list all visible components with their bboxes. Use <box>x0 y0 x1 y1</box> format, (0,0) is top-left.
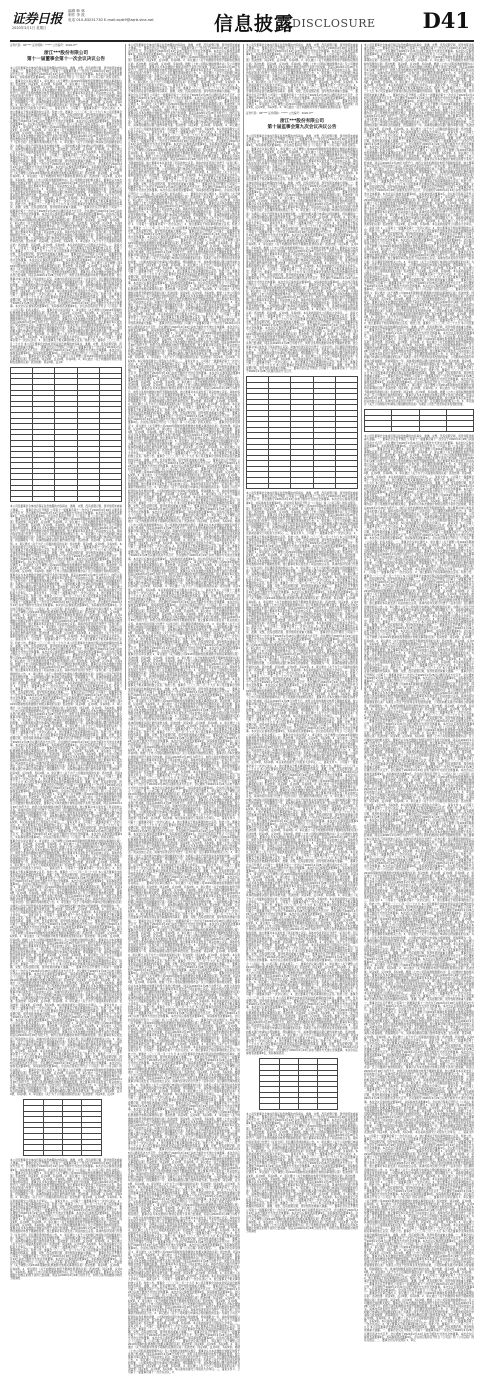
table-cell <box>24 1150 43 1156</box>
newspaper-logo: 证券日报 <box>12 12 63 27</box>
page-number: D41 <box>422 8 470 33</box>
body-text: 本公司及董事会全体成员保证信息披露的内容真实、准确、完整，没有虚假记载、误导性陈述或重大遗漏。一、董事会会议召开情况 公司第十一届董事会第十一次会议于2020年2月28日以通讯表决方式召开，会议通知于2020年2月24日以电子邮件方式送达全体董事。本次会议应参加表决董事9名，实际参加表决董事9名。会议的召集和召开符合《公司法》和《公司章程》的有关规定。二、董事会会议审议情况 1、审议通过《关于调整公司2019年限制性股票激励计划相关事项的议案》表决结果：同意9票，反对0票，弃权0票。2、审议通过《关于向激励对象授予限制性股票的议案》表决结果：同意9票，反对0票，弃权0票。根据《上市公司股权激励管理办法》及公司激励计划的相关规定，董事会认为本次激励计划规定的授予条件已经成就，同意以2020年2月28日为授予日，向符合条件的激励对象授予限制性股票。独立董事对本议案发表了同意的独立意见。具体内容详见同日刊登于《证券日报》及巨潮资讯网的相关公告。3、审议通过《关于公司向银行申请综合授信额度的议案》为满足公司生产经营和业务发展的需要，公司拟向相关银行申请综合授信额度，授信期限为一年，具体授信额度以银行最终审批为准。表决结果：同意9票，反对0票，弃权0票。4、审议通过《关于为子公司提供担保的议案》表决结果：同意9票，反对0票，弃权0票。本议案尚需提交公司股东大会审议。三、备查文件 1、公司第十一届董事会第十一次会议决议；2、独立董事关于相关事项的独立意见。特此公告。董事会 二〇二〇年二月二十九日 本公司及董事会全体成员保证信息披露的内容真实、准确、完整，没有虚假记载、误导性陈述或重大遗漏。一、董事会会议召开情况 公司第十一届董事会第十一次会议于2020年2月28日以通讯表决方式召开，会议通知于2020年2月24日以电子邮件方式送达全体董事。本次会议应参加表决董事9名，实际参加表决董事9名。会议的召集和召开符合《公司法》和《公司章程》的有关规定。二、董事会会议审议情况 1、审议通过《关于调整公司2019年限制性股票激励计划相关事项的议案》表决结果：同意9票，反对0票，弃权0票。2、审议通过《关于向激励对象授予限制性股票的议案》表决结果：同意9票，反对0票，弃权0票。根据《上市公司股权激励管理办法》及公司激励计划的相关规定，董事会认为本次激励计划规定的授予条件已经成就，同意以2020年2月28日为授予日，向符合条件的激励对象授予限制性股票。独立董事对本议案发表了同意的独立意见。具体内容详见同日刊登于《证券日报》及巨潮资讯网的相关公告。3、审议通过《关于公司向银行申请综合授信额度的议案》为满足公司生产经营和业务发展的需要，公司拟向相关银行申请综合授信额度，授信期限为一年，具体授信额度以银行最终审批为准。表决结果：同意9票，反对0票，弃权0票。4、审议通过《关于为子公司提供担保的议案》表决结果：同意9票，反对0票，弃权0票。本议案尚需提交公司股东大会审议。三、备查文件 1、公司第十一届董事会第十一次会议决议；2、独立董事关于相关事项的独立意见。特此公告。董事会 二〇二〇年二月二十九日 本公司及董事会全体成员保证信息披露的内容真实、准确、完整，没有虚假记载、误导性陈述或重大遗漏。一、董事会会议召开情况 公司第十一届董事会第十一次会议于2020年2月28日以通讯表决方式召开，会议通知于2020年2月24日以电子邮件方式送达全体董事。本次会议应参加表决董事9名，实际参加表决董事9名。会议的召集和召开符合《公司法》和《公司章程》的有关规定。二、董事会会议审议情况 1、审议通过《关于调整公司2019年限制性股票激励计划相关事项的议案》表决结果：同意9票，反对0票，弃权0票。2、审议通过《关于向激励对象授予限制性股票的议案》表决结果：同意9票，反对0票，弃权0票。根据《上市公司股权激励管理办法》及公司激励计划的相关规定，董事会认为本次激励计划规定的授予条件已经成就，同意以2020年2月28日为授予日，向符合条件的激励对象授予限制性股票。独立董事对本议案发表了同意的独立意见。具体内容详见同日刊登于《证券日报》及巨潮资讯网的相关公告。3、审议通过《关于公司向银行申请综合授信额度的议案》为满足公司生产经营和业务发展的需要，公司拟向相关银行申请综合授信额度，授信期限为一年，具体授信额度以银行最终审批为准。表决结果：同意9票，反对0票，弃权0票。4、审议通过《关于为子公司提供担保的议案》表决结果：同意9票，反对0票，弃权0票。本议案尚需提交公司股东大会审议。三、备查文件 1、公司第十一届董事会第十一次会议决议；2、独立董事关于相关事项的独立意见。特此公告。董事会 二〇二〇年二月二十九日 本公司及董事会全体成员保证信息披露的内容真实、准确、完整，没有虚假记载、误导性陈述或重大遗漏。一、董事会会议召开情况 公司第十一届董事会第十一次会议于2020年2月28日以通讯表决方式召开，会议通知于2020年2月24日以电子邮件方式送达全体董事。本次会议应参加表决董事9名，实际参加表决董事9名。会议的召集和召开符合《公司法》和《公司章程》的有关规定。二、董事会会议审议情况 1、审议通过《关于调整公司2019年限制性股票激励计划相关事项的议案》表决结果：同意9票，反对0票，弃权0票。2、审议通过《关于向激励对象授予限制性股票的议案》表决结果：同意9票，反对0票，弃权0票。根据《上市公司股权激励管理办法》及公司激励计划的相关规定，董事会认为本次激励计划规定的授予条件已经成就，同意以2020年2月28日为授予日，向符合条件的激励对象授予限制性股票。独立董事对本议案发表了同意的独立意见。具体内容详见同日刊登于《证券日报》及巨潮资讯网的相关公告。3、审议通过《关于公司向银行申请综合授信额度的议案》为满足公司生产经营和业务发展的需要，公司拟向相关银行申请综合授信额度，授信期限为一年，具体授信额度以银行最终审批为准。表决结果：同意9票，反对0票，弃权0票。4、审议通过《关于为子公司提供担保的议案》表决结果：同意9票，反对0票，弃权0票。本议案尚需提交公司股东大会审议。三、备查文件 1、公司第十一届董事会第十一次会议决议；2、独立董事关于相关事项的独立意见。特此公告。董事会 二〇二〇年二月二十九日 本公司及董事会全体成员保证信息披露的内容真实、准确、完整，没有虚假记载、误导性陈述或重大遗漏。一、董事会会议召开情况 公司第十一届董事会第十一次会议于2020年2月28日以通讯表决方式召开，会议通知于2020年2月24日以电子邮件方式送达全体董事。本次会议应参加表决董事9名，实际参加表决董事9名。会议的召集和召开符合《公司法》和《公司章程》的有关规定。二、董事会会议审议情况 1、审议通过《关于调整公司2019年限制性股票激励计划相关事项的议案》表决结果：同意9票，反对0票，弃权0票。2、审议通过《关于向激励对象授予限制性股票的议案》表决结果：同意9票，反对0票，弃权0票。根据《上市公司股权激励管理办法》及公司激励计划的相关规定，董事会认为本次激励计划规定的授予条件已经成就，同意以2020年2月28日为授予日，向符合条件的激励对象授予限制性股票。独立董事对本议案发表了同意的独立意见。具体内容详见同日刊登于《证券日报》及巨潮资讯网的相关公告。3、审议通过《关于公司向银行申请综合授信额度的议案》为满足公司生产经营和业务发展的需要，公司拟向相关银行申请综合授信额度，授信期限为一年，具体授信额度以银行最终审批为准。表决结果：同意9票，反对0票，弃权0票。4、审议通过《关于为子公司提供担保的议案》表决结果：同意9票，反对0票，弃权0票。本议案尚需提交公司股东大会审议。三、备查文件 1、公司第十一届董事会第十一次会议决议；2、独立董事关于相关事项的独立意见。特此公告。董事会 二〇二〇年二月二十九日 本公司及董事会全体成员保证信息披露的内容真实、准确、完整，没有虚假记载、误导性陈述或重大遗漏。一、董事会会议召开情况 公司第十一届董事会第十一次会议于2020年2月28日以通讯表决方式召开，会议通知于2020年2月24日以电子邮件方式送达全体董事。本次会议应参加表决董事9名，实际参加表决董事9名。会议的召集和召开符合《公司法》和《公司章程》的有关规定。二、董事会会议审议情况 1、审议通过《关于调整公司2019年限制性股票激励计划相关事项的议案》表决结果：同意9票，反对0票，弃权0票。2、审议通过《关于向激励对象授予限制性股票的议案》表决结果：同意9票，反对0票，弃权0票。根据《上市公司股权激励管理办法》及公司激励计划的相关规定，董事会认为本次激励计划规定的授予条件已经成就，同意以2020年2月28日为授予日，向符合条件的激励对象授予限制性股票。独立董事对本议案发表了同意的独立意见。具体内容详见同日刊登于《证券日报》及巨潮资讯网的相关公告。3、审议通过《关于公司向银行申请综合授信额度的议案》为满足公司生产经营和业务发展的需要，公司拟向相关银行申请综合授信额度，授信期限为一年，具体授信额度以银行最终审批为准。表决结果：同意9票，反对0票，弃权0票。4、审议通过《关于为子公司提供担保的议案》表决结果：同意9票，反对0票，弃权0票。本议案尚需提交公司股东大会审议。三、备查文件 1、公司第十一届董事会第十一次会议决议；2、独立董事关于相关事项的独立意见。特此公告。董事会 二〇二〇年二月二十九日 本公司及董事会全体成员保证信息披露的内容真实、准确、完整，没有虚假记载、误导性陈述或重大遗漏。一、董事会会议召开情况 公司第十一届董事会第十一次会议于2020年2月28日以通讯表决方式召开，会议通知于2020年2月24日以电子邮件方式送达全体董事。本次会议应参加表决董事9名，实际参加表决董事9名。会议的召集和召开符合《公司法》和《公司章程》的有关规定。二、董事会会议审议情况 1、审议通过《关于调整公司2019年限制性股票激励计划相关事项的议案》表决结果：同意9票，反对0票，弃权0票。2、审议通过《关于向激励对象授予限制性股票的议案》表决结果：同意9票，反对0票，弃权0票。根据《上市公司股权激励管理办法》及公司激励计划的相关规定，董事会认为本次激励计划规定的授予条件已经成就，同意以2020年2月28日为授予日，向符合条件的激励对象授予限制性股票。独立董事对本议案发表了同意的独立意见。具体内容详见同日刊登于《证券日报》及巨潮资讯网的相关公告。3、审议通过《关于公司向银行申请综合授信额度的议案》为满足公司生产经营和业务发展的需要，公司拟向相关银行申请综合授信额度，授信期限为一年，具体授信额度以银行最终审批为准。表决结果：同意9票，反对0票，弃权0票。4、审议通过《关于为子公司提供担保的议案》表决结果：同意9票，反对0票，弃权0票。本议案尚需提交公司股东大会审议。三、备查文件 1、公司第十一届董事会第十一次会议决议；2、独立董事关于相关事项的独立意见。特此公告。董事会 二〇二〇年二月二十九日 本公司及董事会全体成员保证信息披露的内容真实、准确、完整，没有虚假记载、误导性陈述或重大遗漏。一、董事会会议召开情况 公司第十一届董事会第十一次会议于2020年2月28日以通讯表决方式召开，会议通知于2020年2月24日以电子邮件方式送达全体董事。本次会议应参加表决董事9名，实际参加表决董事9名。会议的召集和召开符合《公司法》和《公司章程》的有关规定。二、董事会会议审议情况 1、审议通过《关于调整公司2019年限制性股票激励计划相关事项的议案》表决结果：同意9票，反对0票，弃权0票。2、审议通过《关于向激励对象授予限制性股票的议案》表决结果：同意9票，反对0票，弃权0票。根据《上市公司股权激励管理办法》及公司激励计划的相关规定，董事会认为本次激励计划规定的授予条件已经成就，同意以2020年2月28日为授予日，向符合条件的激励对象授予限制性股票。独立董事对本议案发表了同意的独立意见。具体内容详见同日刊登于《证券日报》及巨潮资讯网的相关公告。3、审议通过《关于公司向银行申请综合授信额度的议案》为满足公司生产经营和业务发展的需要，公司拟向相关银行申请综合授信额度，授信期限为一年，具体授信额度以银行最终审批为准。表决结果：同意9票，反对0票，弃权0票。4、审议通过《关于为子公司提供担保的议案》表决结果：同意9票，反对0票，弃权0票。本议案尚需提交公司股东大会审议。三、备查文件 1、公司第十一届董事会第十一次会议决议；2、独立董事关于相关事项的独立意见。特此公告。董事会 二〇二〇年二月二十九日 本公司及董事会全体成员保证信息披露的内容真实、准确、完整，没有虚假记载、误导性陈述或重大遗漏。一、董事会会议召开情况 公司第十一届董事会第十一次会议于2020年2月28日以通讯表决方式召开，会议通知于2020年2月24日以电子邮件方式送达全体董事。本次会议应参加表决董事9名，实际参加表决董事9名。会议的召集和召开符合《公司法》和《公司章程》的有关规定。二、董事会会议审议情况 1、审议通过《关于调整公司2019年限制性股票激励计划相关事项的议案》表决结果：同意9票，反对0票，弃权0票。2、审议通过《关于向激励对象授予限制性股票的议案》表决结果：同意9票，反对0票，弃权0票。根据《上市公司股权激励管理办法》及公司激励计划的相关规定，董事会认为本次激励计划规定的授予条件已经成就，同意以2020年2月28日为授予日，向符合条件的激励对象授予限制性股票。独立董事对本议案发表了同意的独立意见。具体内容详见同日刊登于《证券日报》及巨潮资讯网的相关公告。3、审议通过《关于公司向银行申请综合授信额度的议案》为满足公司生产经营和业务发展的需要，公司拟向相关银行申请综合授信额度，授信期限为一年，具体授信额度以银行最终审批为准。表决结果：同意9票，反对0票，弃权0票。4、审议通过《关于为子公司提供担保的议案》表决结果：同意9票，反对0票，弃权0票。本议案尚需提交公司股东大会审议。三、备查文件 1、公司第十一届董事会第十一次会议决议；2、独立董事关于相关事项的独立意见。特此公告。董事会 二〇二〇年二月二十九日 本公司及董事会全体成员保证信息披露的内容真实、准确、完整，没有虚假记载、误导性陈述或重大遗漏。一、董事会会议召开情况 公司第十一届董事会第十一次会议于2020年2月28日以通讯表决方式召开，会议通知于2020年2月24日以电子邮件方式送达全体董事。本次会议应参加表决董事9名，实际参加表决董事9名。会议的召集和召开符合《公司法》和《公司章程》的有关规定。二、董事会会议审议情况 1、审议通过《关于调整公司2019年限制性股票激励计划相关事项的议案》表决结果：同意9票，反对0票，弃权0票。2、审议通过《关于向激励对象授予限制性股票的议案》表决结果：同意9票，反对0票，弃权0票。根据《上市公司股权激励管理办法》及公司激励计划的相关规定，董事会认为本次激励计划规定的授予条件已经成就，同意以2020年2月28日为授予日，向符合条件的激励对象授予限制性股票。独立董事对本议案发表了同意的独立意见。具体内容详见同日刊登于《证券日报》及巨潮资讯网的相关公告。3、审议通过《关于公司向银行申请综合授信额度的议案》为满足公司生产经营和业务发展的需要，公司拟向相关银行申请综合授信额度，授信期限为一年，具体授信额度以银行最终审批为准。表决结果：同意9票，反对0票，弃权0票。4、审议通过《关于为子公司提供担保的议案》表决结果：同意9票，反对0票，弃权0票。本议案尚需提交公司股东大会审议。三、备查文件 1、公司第十一届董事会第十一次会议决议；2、独立董事关于相关事项的独立意见。特此公告。董事会 二〇二〇年二月二十九日 本公司及董事会全体成员保证信息披露的内容真实、准确、完整，没有虚假记载、误导性陈述或重大遗漏。一、董事会会议召开情况 公司第十一届董事会第十一次会议于2020年2月28日以通讯表决方式召开，会议通知于2020年2月24日以电子邮件方式送达全体董事。本次会议应参加表决董事9名，实际参加表决董事9名。会议的召集和召开符合《公司法》和《公司章程》的有关规定。二、董事会会议审议情况 1、审议通过《关于调整公司2019年限制性股票激励计划相关事项的议案》表决结果：同意9票，反对0票，弃权0票。2、审议通过《关于向激励对象授予限制性股票的议案》表决结果：同意9票，反对0票，弃权0票。根据《上市公司股权激励管理办法》及公司激励计划的相关规定，董事会认为本次激励计划规定的授予条件已经成就，同意以2020年2月28日为授予日，向符合条件的激励对象授予限制性股票。独立董事对本议案发表了同意的独立意见。具体内容详见同日刊登于《证券日报》及巨潮资讯网的相关公告。3、审议通过《关于公司向银行申请综合授信额度的议案》为满足公司生产经营和业务发展的需要，公司拟向相关银行申请综合授信额度，授信期限为一年，具体授信额度以银行最终审批为准。表决结果：同意9票，反对0票，弃权0票。4、审议通过《关于为子公司提供担保的议案》表决结果：同意9票，反对0票，弃权0票。本议案尚需提交公司股东大会审议。三、备查文件 1、公司第十一届董事会第十一次会议决议；2、独立董事关于相关事项的独立意见。特此公告。董事会 二〇二〇年二月二十九日 本公司及董事会全体成员保证信息披露的内容真实、准确、完整，没有虚假记载、误导性陈述或重大遗漏。一、董事会会议召开情况 公司第十一届董事会第十一次会议于2020年2月28日以通讯表决方式召开，会议通知于2020年2月24日以电子邮件方式送达全体董事。本次会议应参加表决董事9名，实际参加表决董事9名。会议的召集和召开符合《公司法》和《公司章程》的有关规定。二、董事会会议审议情况 1、审议通过《关于调整公司2019年限制性股票激励计划相关事项的议案》表决结果：同意9票，反对0票，弃权0票。2、审议通过《关于向激励对象授予限制性股票的议案》表决结果：同意9票，反对0票，弃权0票。根据《上市公司股权激励管理办法》及公司激励计划的相关规定，董事会认为本次激励计划规定的授予条件已经成就，同意以2020年2月28日为授予日，向符合条件的激励对象授予限制性股票。独立董事对本议案发表了同意的独立意见。具体内容详见同日刊登于《证券日报》及巨潮资讯网的相关公告。3、审议通过《关于公司向银行申请综合授信额度的议案》为满足公司生产经营和业务发展的需要，公司拟向相关银行申请综合授信额度，授信期限为一年，具体授信额度以银行最终审批为准。表决结果：同意9票，反对0票，弃权0票。4、审议通过《关于为子公司提供担保的议案》表决结果：同意9票，反对0票，弃权0票。本议案尚需提交公司股东大会审议。三、备查文件 1、公司第十一届董事会第十一次会议决议；2、独立董事关于相关事项的独立意见。特此公告。董事会 二〇二〇年二月二十九日 本公司及董事会全体成员保证信息披露的内容真实、准确、完整，没有虚假记载、误导性陈述或重大遗漏。一、董事会会议召开情况 公司第十一届董事会第十一次会议于2020年2月28日以通讯表决方式召开，会议通知于2020年2月24日以电子邮件方式送达全体董事。本次会议应参加表决董事9名，实际参加表决 <box>246 492 359 1056</box>
table-cell <box>299 1104 318 1110</box>
notice-company: 浙江***股份有限公司 <box>44 51 88 57</box>
table-cell <box>269 483 291 489</box>
table-cell <box>279 1104 298 1110</box>
table-cell <box>446 426 473 432</box>
issue-date: 2020年3月1日 星期日 <box>12 26 47 30</box>
editor-info: 编辑 韩 林 制作 李 波 电话 010-83251730 E-mail:zqrb9@zqrb.sina.net <box>68 9 154 22</box>
table-cell <box>55 496 77 502</box>
column-3 <box>246 44 359 1234</box>
body-text: 本公司及董事会全体成员保证信息披露的内容真实、准确、完整，没有虚假记载、误导性陈述或重大遗漏。一、董事会会议召开情况 公司第十一届董事会第十一次会议于2020年2月28日以通讯表决方式召开，会议通知于2020年2月24日以电子邮件方式送达全体董事。本次会议应参加表决董事9名，实际参加表决董事9名。会议的召集和召开符合《公司法》和《公司章程》的有关规定。二、董事会会议审议情况 1、审议通过《关于调整公司2019年限制性股票激励计划相关事项的议案》表决结果：同意9票，反对0票，弃权0票。2、审议通过《关于向激励对象授予限制性股票的议案》表决结果：同意9票，反对0票，弃权0票。根据《上市公司股权激励管理办法》及公司激励计划的相关规定，董事会认为本次激励计划规定的授予条件已经成就，同意以2020年2月28日为授予日，向符合条件的激励对象授予限制性股票。独立董事对本议案发表了同意的独立意见。具体内容详见同日刊登于《证券日报》及巨潮资讯网的相关公告。3、审议通过《关于公司向银行申请综合授信额度的议案》为满足公司生产经营和业务发展的需要，公司拟向相关银行申请综合授信额度，授信期限为一年，具体授信额度以银行最终审批为准。表决结果：同意9票，反对0票，弃权0票。4、审议通过《关于为子公司提供担保的议案》表决结果：同意9票，反对0票，弃权0票。本议案尚需提交公司股东大会审议。三、备查文件 1、公司第十一届董事会第十一次会议决议；2、独立董事关于相关事项的独立意见。特此公告。董事会 二〇二〇年二月二十九日 本公司及董事会全体成员保证信息披露的内容真实、准确、完整，没有虚假记载、误导性陈述或重大遗漏。一、董事会会议召开情况 公司第十一届董事会第十一次会议于2020年2月28日以通讯表决方式召开，会议通知于2020年2月24日以电子邮件方式送达全体董事。本次会议应参加表决董事9名，实际参加表决董事9名。会议的召集和召开符合《公司法》和《公司章程》的有关规定。二、董事会会议审议情况 1、审议通过《关于调整公司2019年限制性股票激励计划相关事项的议案》表决结果：同意9票，反对0票，弃权0票。2、审议通过《关于向激励对象授予限制性股票的议案》表决结果：同意9票，反对0票，弃权0票。根据《上市公司股权激励管理办法》及公司激励计划的相关规定，董事会认为本次激励计划规定的授予条件已经成就，同意以2020年2月28日为授予日，向符合条件的激励对象授予限制性股票。独立董事对本议案发表了同意的独立意见。具体内容详见同日刊登于《证券日报》及巨潮资讯网的相关公告。3、审议通过《关于公司向银行申请综合授信额度的议案》为满足公司生产经营和业务发展的需要，公司拟向相关银行申请综合授信额度，授信期限为一年，具体授信额度以银行最终审批为准。表决结果：同意9票，反对0票，弃权0票。4、审议通过《关于为子公司提供担保的议案》表决结果：同意9票，反对0票，弃权0票。本议案尚需提交公司股东大会审议。三、备查文件 1、公司第十一届董事会第十一次会议决议；2、独立董事关于相关事项的独立意见。特此公告。董事会 二〇二〇年二月二十九日 本公司及董事会全体成员保证信息披露的内容真实、准确、完整，没有虚假记载、误导性陈述或重大遗漏。一、董事会会议召开情况 公司第十一届董事会第十一次会议于2020年2月28日以通讯表决方式召开，会议通知于2020年2月24日以电子邮件方式送达全体董事。本次会议应参加表决董事9名，实际参加表决董事9名。会议的召集和召开符合《公司法》和《公司章程》的有关规定。二、董事会会议审议情况 1、审议通过《关于调整公司2019年限制性股票激励计划相关事项的议案》表决结果：同意9票，反对0票，弃权0票。2、审议通过《关于向激励对象授予限制性股票的议案》表决结果：同意9票，反对0票，弃权0票。根据《上市公司股权激励管理办法》及公司激励计划的相关规定，董事会认为本次激励计划规定的授予条件已经成就，同意以2020年2月28日为授予日，向符合条件的激励对象授予限制性股票。独立董事对本议案发表了同意的独立意见。具体内容详见同日刊登于《证券日报》及巨潮资讯网的相关公告。3、审议通过《关于公司向银行申请综合授信额度的议案》为满足公司生产经营和业务发展的需要，公司拟向相关银行申请综合授信额度，授信期限为一年，具体授信额度以银行最终审批为准。表决结果：同意9票，反对0票，弃权0票。4、审议通过《关于为子公司提供担保的议案》表决结果：同意9票，反对0票，弃权0票。本议案尚需提交公司股东大会审议。三、备查文件 1、公司第十一届董事会第十一次会议决议；2、独立董事关于相关事项的独立意见。特此公告。董事会 二〇二〇年二月二十九日 本公司及董事会全体成员保证信息披露的内容真实、准确、完整，没有虚假记载、误导性陈述或重大遗漏。一、董事会会议召开情况 公司第十一届董事会第十一次会议于2020年2月28日以通讯表决方式召开，会议通知于2020年2月24日以电子邮件方式送达全体董事。本次会议应参加表决董事9名，实际参加表决董事9名。会议的召集和召开符合《公司法》和《公司章程》的有关规定。二、董事会会议审议情况 1、审议通过《关于调整公司2019年限制性股票激励计划相关事项的议案》表决结果：同意9票，反对0票，弃权0票。2、审议通过《关于向激励对象授予限制性股票的议案》表决结果：同意9票，反对0票，弃权0票。根据《上市公司股权激励管理办法》及公司激励计划的相关规定，董事会认为本次激励计划规定的授予条件已经成就，同意以2020年2月28日为授予日，向符合条件的激励对象授予限制性股票。独立董事对本议案发表了同意的独立意见。具体内容详见同日刊登于《证券日报》及巨潮资讯网的相关公告。3、审议通过《关于公司向银行申请综合授信额度的议案》为满足公司生产经营和业务发展的需要，公司拟向相关银行申请综合授信额度，授信期限为一年，具体授信额度以银行最终审批为准。表决结果：同意9票，反对0票，弃权0票。4、审议通过《关于为子公司提供担保的议案》表决结果：同意9票，反对0票，弃权0票。本议案尚需提交公司股东大会审议。三、备查文件 1、公司第十一届董事会第十一次会议决议；2、独立董事关于相关事项的独立意见。特此公告。董事会 二〇二〇年二月二十九日 本公司及董事会全体成员保证信息披露的内容真实、准确、完整，没有虚假记载、误导性陈述或重大遗漏。一、董事会会议召开情况 公司第十一届董事会第十一次会议于2020年2月28日以通讯表决方式召开，会议通知于2020年2月24日以电子邮件方式送达全体董事。本次会议应参加表决董事9名，实际参加表决董事9名。会议的召集和召开符合《公司法》和《公司章程》的有关规定。二、董事会会议审议情况 1、审议通过《关于调整公司2019年限制性股票激励计划相关事项的议案》表决结果：同意9票，反对0票，弃权0票。2、审议通过《关于向激励对象授予限制性股票的议案》表决结果：同意9票，反对0票，弃权0票。根据《上市公司股权激励管理办法》及公司激励计划的相关规定，董事会认为本次激励计划规定的授予条件已经成就，同意以2020年2月28日为授予日，向符合条件的激励对象授予限制性股票。独立董事对本议案发表了同意的独立意见。具体内容详见同日刊登于《证券日报》及巨潮资讯网的相关公告。3、审议通过《关于公司向银行申请综合授信额度的议案》为满足公司生产经营和业务发展的需要，公司拟向相关银行申请综合授信额度，授信期限为一年，具体授信额度以银行最终审批为准。表决结果：同意9票，反对0票，弃权0票。4、审议通过《关于为子公司提供担保的议案》表决结果：同意9票，反对0票，弃权0票。本议案尚需提交公司股东大会审议。三、备查文件 1、公司第十一届董事会第十一次会议决议；2、独立董事关于相关事项的独立意见。特此公告。董事会 二〇二〇年二月二十九日 本公司及董事会全体成员保证信息披露的内容真实、准确、完整，没有虚假记载、误导性陈述或重大遗漏。一、董事会会议召开情况 公司第十一届董事会第十一次会议于2020年2月28日以通讯表决方式召开， <box>246 135 358 374</box>
notice-company: 浙江***股份有限公司 <box>280 119 324 125</box>
table-cell <box>318 1104 337 1110</box>
table-cell <box>247 483 269 489</box>
notice-title-block <box>10 51 122 63</box>
table-cell <box>77 496 99 502</box>
columns <box>10 44 474 1374</box>
table-cell <box>313 483 335 489</box>
body-text: 本公司及董事会全体成员保证信息披露的内容真实、准确、完整，没有虚假记载、误导性陈述或重大遗漏。一、董事会会议召开情况 公司第十一届董事会第十一次会议于2020年2月28日以通讯表决方式召开，会议通知于2020年2月24日以电子邮件方式送达全体董事。本次会议应参加表决董事9名，实际参加表决董事9名。会议的召集和召开符合《公司法》和《公司章程》的有关规定。二、董事会会议审议情况 1、审议通过《关于调整公司2019年限制性股票激励计划相关事项的议案》表决结果：同意9票，反对0票，弃权0票。2、审议通过《关于向激励对象授予限制性股票的议案》表决结果：同意9票，反对0票，弃权0票。根据《上市公司股权激励管理办法》及公司激励计划的相关规定，董事会认为本次激励计划规定的授予条件已经成就，同意以2020年2月28日为授予日，向符合条件的激励对象授予限制性股票。独立董事对本议案发表了同意的独立意见。具体内容详见同日刊登于《证券日报》及巨潮资讯网的相关公告。3、审议通过《关于公司向银行申请综合授信额度的议案》为满足公司生产经营和业务发展的需要，公司拟向相关银行申请综合授信额度，授信期限为一年，具体授信额度以银行最终审批为准。表决结果：同意9票，反对0票，弃权0票。4、审议通过《关于为子公司提供担保的议案》表决结果：同意9票，反对0票，弃权0票。本议案尚需提交公司股东大会审议。三、备查文件 1、公司第十一届董事会第十一次会议决议；2、独立董事关于相关事项的独立意见。特此公告。董事会 二〇二〇年二月二十九日 本公司及董事会全体成员保证信息披露的内容真实、准确、完整，没有虚假记载、误导性陈述或重大遗漏。一、董事会会议召开情况 公司第十一届董事会第十一次会议于2020年2月28日以通讯表决方式召开，会议通知于2020年2月24日以电子邮件方式送达全体董事。本次会议应参加表决董事9名，实际参加表决董事9名。会议的召集和召开符合《公司法》和《公司章程》的有关规定。二、董事会会议审议情况 1、审议通过《关于调整公司2019年限制性股票激励计划相关事项的议案》表决结果：同意9票，反对0票，弃权0票。2、审议通过《关于向激励对象授予限制性股票的议案》表决结果：同意9票，反对0票，弃权0票。根据《上市公司股权激励管理办法》及公司激励计划的相关规定，董事会认为本次激励计划规定的授予条件已经成就，同意以2020年2月28日为授予日，向符合条件的激励对象授予限制性股票。独立董事对本议案发表了同意的独立意见。具体内容详见同日刊登于《证券日报》及巨潮资讯网的相关公告。3、审议通过《关于公司向银行申请综合授信额度的议案》为满足公司生产经营和业务发展的需要，公司拟向相关银行申请综合授信额度，授信期限为一年，具体授信额度以银行最终审批为准。表决结果：同意9票，反对0票，弃权0票。4、审议通过《关于为子公司提供担保的议案》表决结果：同意9票，反对0票，弃权0票。本议案尚需提交公司股东大会审议。三、备查文件 1、公司第十一届董事会第十一次会议决议；2、独立董事关于相关事项的独立意见。特此公告。董事会 二〇二〇年二月二十九日 本公司及董事会全体成员保证信息披露的内容真实、准确、完整，没有虚假记载、误导性陈述或重大遗漏。一、董事会会议召开情况 公司第十一届董事会第十一次会议于2020年2月28日以通讯表决方式召开，会议通知于2020年2月24日以电子邮件方式送达全体董事。本次会议应参加表决董事9名，实际参加表决董事9名。会议的召集和召开符合《公司法》和《公司章程》的有关规定。二、董事会会议审议情况 1、审议通过《关于调整公司2019年限制性股票激励计划相关事项的议案》表决结果：同意9票，反对0票，弃权0票。2、审议通过《关于向激励对象授予限制性股票的议案》表决结果：同意9票，反对0票，弃权0票。根据《上市公司股权激励管理办法》及公司激励计划的相关规定，董事会认为本次激励计划规定的授予条件已经成就，同意以2020年2月28日为授予日，向符合条件的激励对象授予限制性 <box>10 1159 122 1280</box>
notice-title: 第十届监事会第九次会议决议公告 <box>267 125 337 131</box>
body-text: 本公司及董事会全体成员保证信息披露的内容真实、准确、完整，没有虚假记载、误导性陈述或重大遗漏。一、董事会会议召开情况 公司第十一届董事会第十一次会议于2020年2月28日以通讯表决方式召开，会议通知于2020年2月24日以电子邮件方式送达全体董事。本次会议应参加表决董事9名，实际参加表决董事9名。会议的召集和召开符合《公司法》和《公司章程》的有关规定。二、董事会会议审议情况 1、审议通过《关于调整公司2019年限制性股票激励计划相关事项的议案》表决结果：同意9票，反对0票，弃权0票。2、审议通过《关于向激励对象授予限制性股票的议案》表决结果：同意9票，反对0票，弃权0票。根据《上市公司股权激励管理办法》及公司激励计划的相关规定，董事会认为本次激励计划规定的授予条件已经成就，同意以2020年2月28日为授予日，向符合条件的激励对象授予限制性股票。独立董事对本议案发表了同意的独立意见。具体内容详见同日刊登于《证券日报》及巨潮资讯网的相关公告。3、审议通过《关于公司向银行申请综合授信额度的议案》为满足公司生产经营和业务发展的需要，公司拟向相关银行申请综合授信额度，授信期限为一年，具体授信额度以银行最终审批为准。表决结果：同意9票，反对0票，弃权0票。4、审议通过《关于为子公司提供担保的议案》表决结果：同意9票，反对0票，弃权0票。本议案尚需提交公司股东大会审议。三、备查文件 1、公司第十一届董事会第十一次会议决议；2、独立董事关于相关事项的独立意见。特此公告。董事会 二〇二〇年二月二十九日 本公司及董事会全体成员保证信息披露的内容真实、准确、完整，没有虚假记载、误导性陈述或重大遗漏。一、董事会会议召开情况 公司第十一届董事会第十一次会议于2020年2月28日以通讯表决方式召开，会议通知于2020年2月24日以电子邮件方式送达全体董事。本次会议应参加表决董事9名，实际参加表决董事9名。会议的召集和召开符合《公司法》和《公司章程》的有关规定。二、董事会会议审议情况 1、审议通过《关于调整公司2019年限制性股票激励计划相关事项的议案》表决结果：同意9票，反对0票，弃权0票。2、审议通过《关于向激励对象授予限制性股票的议案》表决 <box>246 44 358 109</box>
table-cell <box>335 483 357 489</box>
body-text: 本公司及董事会全体成员保证信息披露的内容真实、准确、完整，没有虚假记载、误导性陈述或重大遗漏。一、董事会会议召开情况 公司第十一届董事会第十一次会议于2020年2月28日以通讯表决方式召开，会议通知于2020年2月24日以电子邮件方式送达全体董事。本次会议应参加表决董事9名，实际参加表决董事9名。会议的召集和召开符合《公司法》和《公司章程》的有关规定。二、董事会会议审议情况 1、审议通过《关于调整公司2019年限制性股票激励计划相关事项的议案》表决结果：同意9票，反对0票，弃权0票。2、审议通过《关于向激励对象授予限制性股票的议案》表决结果：同意9票，反对0票，弃权0票。根据《上市公司股权激励管理办法》及公司激励计划的相关规定，董事会认为本次激励计划规定的授予条件已经成就，同意以2020年2月28日为授予日，向符合条件的激励对象授予限制性股票。独立董事对本议案发表了同意的独立意见。具体内容详见同日刊登于《证券日报》及巨潮资讯网的相关公告。3、审议通过《关于公司向银行申请综合授信额度的议案》为满足公司生产经营和业务发展的需要，公司拟向相关银行申请综合授信额度，授信期限为一年，具体授信额度以银行最终审批为准。表决结果：同意9票，反对0票，弃权0票。4、审议通过《关于为子公司提供担保的议案》表决结果：同意9票，反对0票，弃权0票。本议案尚需提交公司股东大会审议。三、备查文件 1、公司第十一届董事会第十一次会议决议；2、独立董事关于相关事项的独立意见。特此公告。董事会 二〇二〇年二月二十九日 本公司及董事会全体成员保证信息披露的内容真实、准确、完整，没有虚假记载、误导性陈述或重大遗漏。一、董事会会议召开情况 公司第十一届董事会第十一次会议于2020年2月28日以通讯表决方式召开，会议通知于2020年2月24日以电子邮件方式送达全体董事。本次会议应参加表决董事9名，实际参加表决董事9名。会议的召集和召开符合《公司法》和《公司章程》的有关规定。二、董事会会议审议情况 1、审议通过《关于调整公司2019年限制性股票激励计划相关事项的议案》表决结果：同意9票，反对0票，弃权0票。2、审议通过《关于向激励对象授予限制性股票的议案》表决结果：同意9票，反对0票，弃权0票。根据《上市公司股权激励管理办法》及公司激励计划的相关规定，董事会认为本次激励计划规定的授予条件已经成就，同意以2020年2月28日为授予日，向符合条件的激励对象授予限制性股票。独立董事对本议案发表了同意的独立意见。具体内容详见同日刊登于《证券日报》及巨潮资讯网的相关公告。3、审议通过《关于公司向银行申请综合授信额度的议案》为满足公司生产经营和业务发展的需要，公司拟向相关银行申请综合授信额度，授信期限为一年，具体授信额度以银行最终审批为准。表决结果：同意9票，反对0票，弃权0票。4、审议通过《关于为子公司提供担保的议案》表决结果：同意9票，反对0票，弃权0票。本议案尚需提交公司股东大会审议。三、备查文件 1、公司第十一届董事会第十一次会议决议；2、独立董事关于相关事项的独立意见。特此公告。董事会 二〇二〇年二月二十九日 本公司及董事会全体成员保证信息披露的内容真实、准确、完整，没有虚假记载、误导性陈述或重大遗漏。一、董事会会议召开情况 公司第十一届董事会第十一次会议于2020年2月28日以通讯表决方式召开，会议通知于2020年2月24日以电子邮件方式送达全体董事。本次会议应参加表决董事9名，实际参加表决董事9名。会议的召集和召开符合《公司法》和《公司章程》的有关规定。二、董事会会议审议情况 1、审议通过《关于调整公司2019年限制性股票激励计划相关事项的议案》表决结果：同意9票，反对0票，弃权0票。2、审议通过《关于向激励对象授予限制性股票的议案》表决结果：同意9票，反对0票，弃权0票。根据《上市公司股权激励管理办法》及公司激励计划的相关规定，董事会认为本次激励计划规定的授予条件已经成就，同意以2020年2月28日为授予日，向符合条件的激励对象授予限制性股票。独立董事对本议案发表了同意的独立意见。具体内容详见同日刊登于《证券日报》及巨潮资讯网的相关公告。3、审议通过《关于公司向银行申请综合授信额度的议案》为满足公司生产经营和业务发展的需要，公司拟向相关银行申请综合授信额度，授信期限为一年，具体授信额度以银行最终审批为准。表决结果：同意9票，反对0票，弃权0票。4、审议通过《关于为子公司提供担保的议案》表决结果：同意9票，反对0票，弃权0票。本议案尚需提交公司股东大会审议。三、备查文件 1、公司第十一届董事会第十一次会议决议；2、独立董事关于相关事项的独立意见。特此公告。董事会 二〇二〇年二月二十九日 本公司及董事会全体成员保证信息披露的内容真实、准确、完整，没有虚假记载、误导性陈述或重大遗漏。一、董事会会议召开情况 公司第十一届董事会第十一次会议于2020年2月28日以通讯表决方式召开，会议通知于2020年2月24日以电子邮件方式送达全体董事。本次会议应参加表决董事9名，实际参加表决董事9名。会议的召集和召开符合《公司法》和《公司章程》的有关规定。二、董事会会议审议情况 1、审议通过《关于调整公司2019年限制性股票激励计划相关事项的议案》表决结果：同意9票，反对0票，弃权0票。2、审议通过《关于向激励对象授予限制性股票的议案》表决结果：同意9票，反对0票，弃权0票。根据《上市公司股权激励管理办法》及公司激励计划的相关规定，董事会认为本次激励计划规定的授予条件已经成就，同意以2020年2月28日为授予日，向符合条件的激励对象授予限制性股票。独立董事对本议案发表了同意的独立意见。具体内容详见同日刊登于《证券日报》及巨潮资讯网的相关公告。3、审议通过《关于公司向银行申请综合授信额度的议案》为满足公司生产经营和业务发展的需要，公司拟向相关银行申请综合授信额度，授信期限为一年，具体授信额度以银行最终审批为准。表决结果：同意9票，反对0票，弃权0票。4、审议通过《关于为子公司提供担保的议案》表决结果：同意9票，反对0票，弃权0票。本议案尚需提交公司股东大会审议。三、备查文件 1、公司第十一届董事会第十一次会议决议；2、独立董事关于相关事项的独立意见。特此公告。董事会 二〇二〇年二月二十九日 本公司及董事会全体成员保证信息披露的内容真实、准确、完整，没有虚假记载、误导性陈述或重大遗漏。一、董事会会议召开情况 公司第十一届董事会第十一次会议于2020年2月28日以通讯表决方式召开，会议通知于2020年2月24日以电子邮件方式送达全体董事。本次会议应参加表决董事9名，实际参加表决董事9名。会议的召集和召开符合《公司法》和《公司章程》的有关规定。二、董事会会议审议情况 1、审议通过《关于调整公司2019年限制性股票激励计划相关事项的议案》表决结果：同意9票，反对0票，弃权0票。2、审议通过《关于向激励对象授予限制性股票的议案》表决结果：同意9票，反对0票，弃权0票。根据《上市公司股权激励管理办法》及公司激励计划的相关规定，董事会认为本次激励计划规定的授予条件已经成就，同意以2020年2月28日为授予日，向符合条件的激励对象授予限制性股票。独立董事对本议案发表了同意的独立意见。具体内容详见同日刊登于《证券日报》及巨潮资讯网的相关公告。3、审议通过《关于公司向银行申请综合授信额度的议案》为满足公司生产经营和业务发展的需要，公司拟向相关银行申请综合授信额度，授信期限为一年，具体授信额度以银行最终审批为准。表决结果：同意9票，反对0票，弃权0票。4、审议通过《关于为子公司提供担保的议案》表决结果：同意9票，反对0票，弃权0票。本议案尚需提交公司股东大会审议。三、备查文件 1、公司第十一届董事会第十一次会议决议；2、独立董事关于相关事项的独立意见。特此公告。董事会 二〇二〇年二月二十九日 本公司及董事会全体成员保证信息披露的内容真实、准确、完整，没有虚假记载、误导性陈述或重大遗漏。一、董事会会议召开情况 公司第十一届董事会第十一次会议于2020年2月28日以通讯表决方式召开，会议通知于2020年2月24日以电子邮件方式送达全体董事。本次会议应参加表决董事9名，实际参加表决董事9名。会议的召集和召开符合《公司法》和《公司章程》的有关规定。二、董事会会议审议情况 1、审议通过《关于调整公司2019年限制性股票激励计划相关事项的议案》表决结果：同意9票，反对0票，弃权0票。2、审议通过《关于向激励对象授予限制性股票的议案》表决结果：同意9票，反对0票，弃权0票。根据《上市公司股权激励管理办法》及公司激励计划的相关规定，董事会认为本次激励计划规定的授予条件已经成就，同意以2020年2月28日为授予日，向符合条件的激励对象授予限制性股票。独立董事对本议案发表了同意的独立意见。具体内容详见同日刊登于《证券日报》及巨潮资讯网的相关公告。3、审议通过《关于公司向银行申请综合授信额度的议案》为满足公司生产经营和业务发展的需要，公司拟向相关银行申请综合授信额度，授信期限为一年，具体授信额度以银行最终审批为准。表决结果：同意9票，反对0票，弃权0票。4、审议通过《关于为子公司提供担保的议案》表决结果：同意9票，反对0票，弃权0票。本议案尚需提交公司股东大会审议。三、备查文件 1、公司第十一届董事会第十一次会议决议；2、独立董事关于相关事项的独立意见。特此公告。董事会 二〇二〇年二月二十九日 本公司及董事会全体成员保证信息披露的内容真实、准确、完整，没有虚假记载、误导性陈述或重大遗漏。一、董事会会议召开情况 公司第十一届董事会第十一次会议于2020年2月28日以通讯表决方式召开，会议通知于2020年2月24日以电子邮件方式送达全体董事。本次会议应参加表决董事9名，实际参加表决董事9名。会议的召集和召开符合《公司法》和《公司章程》的有关规定。二、董事会会议审议情况 1、审议通过《关于调整公司2019年限制性股票激励计划相关事项的议案》表决结果：同意9票，反对0票，弃权0票。2、审议通过《关于向激励对象授予限制性股票的议案》表决结果：同意9票，反对0票，弃权0票。根据《上市公司股权激励管理办法》及公司激励计划的相关规定，董事会认为本次激励计划规定的授予条件已经成就，同意以2020年2月28日为授予日，向符合条件的激励对象授予限制性股票。独立董事对本议案发表了同意的独立意见。具体内容详见同日刊登于《证券日报》及巨潮资讯网的相关公告。3、审议通过《关于公司向银行申请综合授信额度的议案》为满足公司生产经营和业务发展的需要，公司拟向相关银行申请综合授信额度，授信期限为一年，具体授信额度以银行最终审批为准。表决结果：同意9票，反对0票，弃权0票。4、审议通过《关于为子公司提供担保的议案》表决结果：同意9票，反对0票，弃权0票。本议案尚需提交公司股东大会审议。三、备查文件 1、公司第十一届董事会第十一次会议决议；2、独立董事关于相关事项的独立意见。特此公告。董事会 二〇二〇年二月二十九日 本公司及董事会全体成员保证信息披露的内容真实、准确、完整，没有虚假记载、误导性陈述或重大遗漏。一、董事会会议召开情况 公司第十一届董事会第十一次会议于2020年2月28日以通讯表决方式召开，会议通知于2020年2月24日以电子邮件方式送达全体董事。本次会议应参加表决董事9名，实际参加表决董事9名。会议的召集和召开符合《公司法》和《公司章程》的有关规定。二、董事会会议审议情况 1、审议通过《关于调整公司2019年限制性股票激励计划相关事项的议案》表决结果：同意9票，反对0票，弃权0票。2、审议通过《关于向激励对象授予限制性股票的议案》表决结果：同意9票，反对0票，弃权0票。根据《上市公司股权激励管理办法》及公司激励计划的相关规定，董事会认为本次激励计划规定的授予条件已经成就，同意以2020年2月28日为授予日，向符合条件的激励对象授予限制性股票。独立董事对本议案发表了同意的独立意见。具体内容详见同日刊登于《证券日报》及巨潮资讯网的相关公告。3、审议通过《关于公司向银行申请综合授信额度的议案》为满足公司生产经营和业务发展的需要，公司拟向相关银行申请综合授信额度，授信期限为一年，具体授信额度以银行最终审批为准。表决结果：同意9票，反对0票，弃权0票。4、审议通过《关于为子公司提供担保的议案》表决结果：同意9票，反对0票，弃权0票。本议案尚需提交公司股东大会审议。三、备查文件 1、公司第十一届董事会第十一次会议决议；2、独立董事关于相关事项的独立意见。特此公告。董事会 二〇二〇年二月二十九日 本公司及董事会全体成员保证信息披露的内容真实、准确、完整，没有虚假记载、误导性陈述或重大遗漏。一、董事会会议召开情况 公司第十一届董事会第十一次会议于2020年2月28日以通讯表决方式召开，会议通知于2020年2月24日以电子邮件方式送达全体董事。本次会议应参加表决董事9名，实际参加表决董事9名。会议的召集和召开符合《公司法》和《公司章程》的有关规定。二、董事会会议审议情况 1、审议通过《关于调整公司2019年限制性股票激励计划相关事项的议案》表决结果：同意9票，反对0票，弃权0票。2、审议通过《关于向激励对象授予限制性股票的议案》表决结果：同意9票，反对0票，弃权0票。根据《上市公司股权激励管理办法》及公司激励计划的相关规定，董事会认为本次激励计划规定的授予条件已经成就，同意以2020年2月28日为授予日，向符合条件的激励对象授予限制性股票。独立董事对本议案发表了同意的独立意见。具体内容详见同日刊登于《证券日报》及巨潮资讯网的相关公告。3、审议通过《关于公司向银行申请综合授信额度的议案》为满足公司生产经营和业务发展的需要，公司拟向相关银行申请综合授信额度，授信期限为一年，具体授信额度以银行最终审批为准。表决结果：同意9票，反对0票，弃权0票。4、审议通过《关于为子公司提供担保的议案》表决结果：同意9票，反对0票，弃权0票。本议案尚需提交公司股东大会审议。三、备查文件 1、公司第十一届董事会第十一次会议决议；2、独立董事关于相关事项的独立意见。特此公告。董事会 二〇二〇年二月二十九日 本公司及董事会全体成员保证信息披露的内容真实、准确、完整，没有虚假记载、误导性陈述或重大遗漏。一、董事会会议召开情况 公司第十一届董事会第十一次会议于2020年2月28日以通讯表决方式召开，会议通知于2020年2月24日以电子邮件方式送达全体董事。本次会议应参加表决董事9名，实际参加表决董事9名。会议的召集和召开符合《公司法》和《公司章程》的有关规定。二、董事会会议审议情况 1、审议通过《关于调整公司2019年限制性股票激励计划相关事项的议案》表决结果：同意9票，反对0票，弃权0票。2、审议通过《关于向激励对象授予限制性股票的议案》表决结果：同意9票，反对0票，弃权0票。根据《上市公司股权激励管理办法》及公司激励计划的相关规定，董事会认为本次激励计划规定的授予条件已经成就，同意以2020年2月28日为授予日，向符合条件的激励对象授予限制性股票。独立董事对本议案发表了同意的独立意见。具体内容详见同日刊登于《证券日报》及巨潮资讯网的相关公告。3、审议通过《关于公司向银行申请综合授信额度的议案》为满足公司生产经营和业务发展的需要，公司拟向相关银行申请综合授信额度，授信期限为一年，具体授信额度以银行最终审批为准。表决结果：同意9票，反对0票，弃权0票。4、审议通过《关于为子公司提供担保的议案》表决结果：同意9票，反对0票，弃权0票。本议案尚需提交公司股东大会审议。三、备查文件 1、公司第十一届董事会第十一次会议决议；2、独立董事关于相关事项的独立意见。特此公告。董事会 二〇二〇年二月二十九日 本公司及董事会全体成员保证信息披露的内容真实、准确、完整，没有虚假记载、误导性陈述或重大遗漏。一、董事会会议召开情况 公司第十一届董事会第十一次会议于2020年2月28日以通讯表决方式召开，会议通知于2020年2月24日以电子邮件方式送达全体董事。本次会议应参加表决董事9名，实际参加表决董事9名。会议的召集和召开符合《公司法》和《公司章程》的有关规定。二、董事会会议审议情况 1、审议通过《关于调整公司2019年限制性股票激励计划相关事项的议案》表决结果：同意9票，反对0票，弃权0票。2、审议通过《关于向激励对象授予限制性股票的议案》表决结果：同意9票，反对0票，弃权0票。根据《上市公司股权激励管理办法》及公司激励计划的相关规定，董事会认为本次激励计划规定的授予条件已经成就，同意以2020年2月28日为授予日，向符合条件的激励对象授予限制性股票。独立董事对本议案发表了同意的独立意见。具体内容详见同日刊登于《证券日报》及巨潮资讯网的相关公告。3、审议通过《关于公司向银行申请综合授信额度的议案》为满足公司生产经营和业务发展的需要，公司拟向相关银行申请综合授信额度，授信期限为一年，具体授信额度以银行最终审批为准。表决结果：同意9票，反对0票，弃权0票。4、审议通过《关于为子公司提供担保的议案》表决结果：同意9票，反对0票，弃权0票。本议案尚需提交公司股东大会审议。三、备查文件 1、公司第十一届董事会第十一次会议决议；2、独立董事关于相关事项的独立意见。特此公告。董事会 二〇二〇年二月二十九日 本公司及董事会全体成员保证信息披露的内容真实、准确、完整，没有虚假记载、误导性陈述或重大遗漏。一、董事会会议召开情况 公司第十一届董事会第十一次会议于2020年2月28日以通讯表决方式召开，会议通知于2020年2月24日以电子邮件方式送达全体董事。本次会议应参加表决董事9名，实际参加表决董事9名。会议的召集和召开符合《公司法》和《公司章程》的有关规定。二、董事会会议审议情况 1、审议通过《关于调整公司2019年限制性股票激励计划相关事项的议案》表决结果：同意9票，反对0票，弃权0票。2、审议通过《关于向激励对象授予限制性股票的议案》表决结果：同意9票，反对0票，弃权0票。根据《上市公司股权激励管理办法》及公司激励计划的相关规定，董事会认为本次激励计划规定的授予条件已经成就，同意以2020年2月28日为授予日，向符合条件的激励对象授予限制性股票。独立董事对本议案发表了同意的独立意见。具体内容详见同日刊登于《证券日报》及巨潮资讯网的相关公告。3、审议通过《关于公司向银行申请综合授信额度的议案》为满足公司生产经营和业务发展的需要，公司拟向相关银行申请综合授信额度，授信期限为一年，具体授信额度以银行最终审批为准。表决结果：同意9票，反对0票，弃权0票。4、审议通过《关于为子公司提供担保的议案》表决结果：同意9票，反对0票，弃权0票。本议案尚需提交公司股东大会审议。三、备查文件 1、公司第十一届董事会第十一次会议决议；2、独立董事关于相关事项的独立意见。特此公告。董事会 二〇二〇年二月二十九日 本公司及董事会全体成员保证信息披露的内容真实、准确、完整，没有虚假记载、误导性陈述或重大遗漏。一、董事会会议召开情况 公司第十一届董事会第十一次会议于2020年2月28日以通讯表决方式召开，会议通知于2020年2月24日以电子邮件方式送达全体董事。本次会议应参加表决董事9名，实际参加表决董事9名。会议的召集和召开符合《公司法》和《公司章程》的有关规定。二、董事会会议审议情况 1、审议通过《关于调整公司2019年限制性股票激励计划相关事项的议案》表决结果：同意9票，反对0票，弃权0票。2、审议通过《关于向激励对象授予限制性股票的议案》表决结果：同意9票，反对0票，弃权0票。根据《上市公司股权激励管理办法》及公司激励计划的相关规定，董事会认为本次激励计划规定的授予条件已经成就，同意以2020年2月28日为授予日，向符合条件的激励对象授予限制性股票。独立董事对本议案发表了同意的独立意见。具体内容详见同日刊登于《证券日报》及巨潮资讯网的相关公告。3、审议通过《关于公司向银行申请综合授信额度的议案》为满足公司生产经营和业务发展的需要，公司拟向相关银行申请综合授信额度，授信期限为一年，具体授信额度以银行最终审批为准。表决结果：同意9票，反对0票，弃权0票。4、审议通过《关于为子公司提供担保的议案》表决结果：同意9票，反对0票，弃权0票。本议案尚需提交公司股东大会审议。三、备查文件 1、公司第十一届董事会第十一次会议决议；2、独立董事关于相关事项的独立意见。特此公告。董事会 二〇二〇年二月二十九日 本公司及董事会全体成员保证信息披露的内容真实、准确、完整，没有虚假记载、误导性陈述或重大遗漏。一、董事会会议召开情况 公司第十一届董事会第十一次会议于2020年2月28日以通讯表决方式召开，会议通知于2020年2月24日以电子邮件方式送达全体董事。本次会议应参加表决董事9名，实际参加表决董事9名。会议的召集和召开符合《公司法》和《公司章程》的有关规定。二、董事会会议审议情况 1、审议通过《关于调整公司2019年限制性股票激励计划相关事项的议案》表决结果：同意9票，反对0票，弃权0票。2、审议通过《关于向激励对象授予限制性股票的议案》表决结果：同意9票，反对0票，弃权0票。根据《上市公司股权激励管理办法》及公司激励计划的相关规定，董事会认为本次激励计划规定的授予条件已经成就，同意以2020年2月28日为授予日，向符合条件的激励对象授予限制性股票。独立董事对本议案发表了同意的独立意见。具体内容详见同日刊登于《证券日报》及巨潮资讯网的相关公告。3、审议通过《关于公司向银行申请综合授信额度的议案》为满足公司生产经营和业务发展的需要，公司拟向相关银行申请综合授信额度，授信期限为一年，具体授信额度以银行最终审批为准。表决结果：同意9票，反对0票，弃权0票。4、审议通过《关于为子公司提供担保的议案》表决结果：同意9票，反对0票，弃权0票。本议案尚需提交公司股东大会审议。三、备查文件 1、公司第十一届董事会第十一次会议决议；2、独立董事关于相关事项的独立意见。特此公告。董事会 二〇二〇年二月二十九日 本公司及董事会全体成员保证信息披露的内容真实、准确、完整，没有虚假记载、误导性陈述或重大遗漏。一、董事会会议召开情况 公司第十一届董事会第十一次会议于2020年2月28日以通讯表决方式召开，会议通知于2020年2月24日以电子邮件方式送达全体董事。本次会议应参加表决董事9名，实际参加表决董事9名。会议的召集和召开符合《公司法》和《公司章程》的有关规定。二、董事会会议审议情况 1、审议通过《关于调整公司2019年限制性股票激励计划相关事项的议案》表决结果：同意9票，反对0票，弃权0票。2、审议通过《关于向激励对象授予限制性股票的议案》表决结果：同意9票，反对0票，弃权0票。根据《上市公司股权激励管理办法》及公司激励计划的相关规定，董事会认为本次激励计划规定的授予条件已经成就，同意以2020年2月28日为授予日，向符合条件的激励对象授予限制性股票。独立董事对本议案发表了同意的独立意见。具体内容详见同日刊登于《证券日报》及巨潮资讯网的相关公告。3、审议通过《关于公司向银行申请综合授信额度的议案》为满足公司生产经营和业务发展的需要，公司拟向相关银行申请综合授信额度，授信期限为一年，具体授信额度以银行最终审批为准。表决结果：同意9票，反对0票，弃权0票。4、审议通过《关于为子公司提供担保的议案》表决结果：同意9票，反对0票，弃权0票。本议案尚需提交公司股东大会审议。三、备查文件 1、公司第十一届董事会第十一次会议决议；2、独立董事关于相关事项的独立意见。特此公告。董事会 二〇二〇年二月二十九日 本公司及董事会全体成员保证信息披露的内容真实、准确、完整，没有虚假记载、误导性陈述或重大遗漏。一、董事会会议召开情况 公司第十一届董事会第十一次会议于2020年2月28日以通讯表决方式召开，会议通知于2020年2月24日以电子邮件方式送达全体董事。本次会议应参加表决董事9名，实际参加表决董事9名。会议的召集和召开符合《公司法》和《公司章程》的有关规定。二、董事会会议审议情况 1、审议通过《关于调整公司2019年限制性股票激励计划相关事项的议案》表决结果：同意9票，反对0票，弃权0票。2、审议通过《关于向激励对象授予限制性股票的议案》表决结果：同意9票，反对0票，弃权0票。根据《上市公司股权激励管理办法》及公司激励计划的相关规定，董事会认为本次激励计划规定的授予条件已经成就，同意以2020年2月28日为授予日，向符合条件的激励对象授予限制性股票。独立董事对本议案发表了同意的独立意见。具体内容详见同日刊登于《证券日报》及巨潮资讯网的相关公告。3、审议通过《关于公司向银行申请综合授信额度的议案》为满足公司生产经营和业务发展的需要，公司拟向相关银行申请综合授信额度，授信期限为一年，具体授信额度以银行最终审批为准。表决结果：同意9票，反对0票，弃权0票。4、审议通过《关于为子公司提供担保的议案》表决结果：同意9票，反对0票，弃权0票。本议案尚需提交公司股东大会审议。三、备查文件 1、公司第十一届董事会第十一次会议决议；2、独立董事关于相关事项的独立意见。特此公告。董事会 二〇二〇年二月二十九日 本公司及董事会全体成员保证信息披露的内容真实、准确、完整，没有虚假记载、误导性陈述或重大遗漏。一、董事会会议召开情况 公司第十一届董事会第十一次会议于2020年2月28日以通讯表决方式召开，会议通知于2020年2月24日以电子邮件方式送达全体董事。本次会议应参加表决董事9名，实际参加表决董事9名。会议的召集和召开符合《公司法》和《公司章程》的有关规定。二、董事会会议审议情况 1、审议通过《关于调整公司2019年限制性股票激励计划相关事项的议案》表决结果：同意9票，反对0票，弃权0票。2、审议通过《关于向激励对象授予限制性股票的议案》表决结果：同意9票，反对0票，弃权0票。根据《上市公司股权激励管理办法》及公司激励计划的相关规定，董事会认为本次激励计划规定的授予条件已经成就，同意以2020年2月28日为授予日，向符合条件的激励对象授予限制性股票。独立董事对本议案发表了同意的独立意见。具体内容详见同日刊登于《证券日报》及巨潮资讯网的相关公告。3、审议通过《关于公司向银行申请综合授信额度的议案》为满足公司生产经营和业务发展的需要，公司拟向相关银行申请综合授信额度，授信期限为一年，具体授信额度以银行最终审批为准。表决结果：同意9票，反对0票，弃权0票。4、审议通过《关于为子公司提供担保的议案》表决结果：同意9票，反对0票，弃权0票。本议案尚需提交公司股东大会审议。三、备查文件 1、公司第十一届董事会第十一次会议决议；2、独立董事关于相关事项的独立意见。特此公告。董事会 二〇二〇年二月二十九日 本公司及董事会全体成员保证信息披露的内容真实、准确、完整，没有虚假记载、误导性陈述或重大遗漏。一、董事会会议召开情况 公司第十一届董事会第十一次会议于2020年2月28日以通讯表决方式召开，会议通知于2020年2月24日以电子邮件方式送达全体董事。本次会议应参加表决董事9名，实际参加表决董事9名。会议的召集和召开符合《公司法》和《公司章程》的有关规定。二、董事会会议审议情况 1、审议通过《关于调整公司2019年限制性股票激励计划相关事项的议案》表决结果：同意9票，反对0票，弃权0票。2、审议通过《关于向激励对象授予限制性股票的议案》表决结果：同意9票，反对0票，弃权0票。根据《上市公司股权激励管理办法》及公司激励计划的相关规定，董事会认为本次激励计划规定的授予条件已经成就，同意以2020年2月28日为授予日，向符合条件的激励对象授予限制性股票。独立董事对本议案发表了同意的独立意见。具体内容详见同日刊登于《证券日报》及巨潮资讯网的相关公告。3、审议通过《关于公司向银行申请综合授信额度的议案》为满足公司生产经营和业务发展的需要，公司拟向相关银行申请综合授信额度，授信期限为一年，具体授信额度以银行最终审批为准。表决结果：同意9票，反对0票，弃权0票。4、审议通过《关于为子公司提供担保的议案》表决结果：同意9票，反对0票，弃权0票。本议案尚需提交公司股东大会审议。三、备查文件 1、公司第十一届董事会第十一次会议决议；2、独立董事关于相关事项的独立意见。特此公告。董事会 二〇二〇年二月二十九日 本公司及董事会全体成员保证信息披露的内容真实、准确、完整，没有虚假记载、误导性陈述或重大遗漏。一、董事会会议召开情况 公司第十一届董事会第十一次会议于2020年2月28日以通讯表决方式召开，会议通知于2020年2月24日以电子邮件方式送达全体董事。本次会议应参加表决董事9名，实际参加表决董事9名。会议的召集和召开符合《公司法》和《公司章程》的有关规定。二、董事会会议审议情况 1、审议通过《关于调整公司2019年限制性股票激励计划相关事项的议案》表决结果：同意9票，反对0票，弃权0票。2、审议通过《关于向激励对象授予限制性股票的议案》表决结果：同意9票，反对0票，弃权0票。根据《上市公司股权激励管理办法》及公司激励计划的相关规定，董事会认为本次激励计划规定的授予条件已经成就，同意以2020年2月28日为授予日，向符合条件的激励对象授予限制性股票。独立董事对本议案发表了同意的独立意见。具体内容详见同日刊登于《证券日报》及巨潮资讯网的相关公告。3、审议通过《关于公司向银行申请综合授信额度的议案》为满足公司生产经营和业务发展的需要，公司拟向相关银行申请综合授信额度，授信期限为一年，具体授信额度以银行最终审批为准。表决结果：同意9票，反对0票，弃权0票。4、审议通过《关于为子公司提供担保的议案》表决结果：同意9票，反对0票，弃权0票。本议案尚需提交公司股东大会审议。三、备查文件 1、公司第十一届董事会第十一次会议决议；2、独立董事关于相关事项的独立意见。特此公告。董事会 二〇二〇年二月二十九日 本公司及董事会全体成员保证信息披露的内容真实、准确、完整，没有虚假记载、误导性陈述或重大遗漏。一、董事会会议召开情况 公司第十一届董事会第十一次会议于2020年2月28日以通讯表决方式召开，会议通知于2020年2月24日以电子邮件方式送达全体董事。本次会议应参加表决董事9名，实际参加表决董事9名。会议的召集和召开符合《公司法》和《公司章程》的有关规定。二、董事会会议审议情况 1、审议 <box>364 435 474 1342</box>
table-cell <box>419 426 446 432</box>
table-cell <box>63 1150 82 1156</box>
notice-code: 证券代码：00**** 证券简称：***** 公告编号：2020-0** <box>10 44 78 47</box>
data-table <box>246 376 358 489</box>
body-text: 本公司及董事会全体成员保证信息披露的内容真实、准确、完整，没有虚假记载、误导性陈述或重大遗漏。一、董事会会议召开情况 公司第十一届董事会第十一次会议于2020年2月28日以通讯表决方式召开，会议通知于2020年2月24日以电子邮件方式送达全体董事。本次会议应参加表决董事9名，实际参加表决董事9名。会议的召集和召开符合《公司法》和《公司章程》的有关规定。二、董事会会议审议情况 1、审议通过《关于调整公司2019年限制性股票激励计划相关事项的议案》表决结果：同意9票，反对0票，弃权0票。2、审议通过《关于向激励对象授予限制性股票的议案》表决结果：同意9票，反对0票，弃权0票。根据《上市公司股权激励管理办法》及公司激励计划的相关规定，董事会认为本次激励计划规定的授予条件已经成就，同意以2020年2月28日为授予日，向符合条件的激励对象授予限制性股票。独立董事对本议案发表了同意的独立意见。具体内容详见同日刊登于《证券日报》及巨潮资讯网的相关公告。3、审议通过《关于公司向银行申请综合授信额度的议案》为满足公司生产经营和业务发展的需要，公司拟向相关银行申请综合授信额度，授信期限为一年，具体授信额度以银行最终审批为准。表决结果：同意9票，反对0票，弃权0票。4、审议通过《关于为子公司提供担保的议案》表决结果：同意9票，反对0票，弃权0票。本议案尚需提交公司股东大会审议。三、备查文件 1、公司第十一届董事会第十一次会议决议；2、独立董事关于相关事项的独立意见。特此公告。董事会 二〇二〇年二月二十九日 本公司及董事会全体成员保证信息披露的内容真实、准确、完整，没有虚假记载、误导性陈述或重大遗漏。一、董事会会议召开情况 公司第十一届董事会第十一次会议于2020年2月28日以通讯表决方式召开，会议通知于2020年2月24日以电子邮件方式送达全体董事。本次会议应参加表决董事9名，实际参加表决董事9名。会议的召集和召开符合《公司法》和《公司章程》的有关规定。二、董事会会议审议情况 1、审议通过《关于调整公司2019年限制性股票激励计划相关事项的议案》表决结果：同意9票，反对0票，弃权0票。2、审议通过《关于向激励对象授予限制性股票的议案》表决结果：同意9票，反对0票，弃权0票。根据《上市公司股权激励管理办法》及公司激励计划的相关规定，董事会认为本次激励计划规定的授予条件已经成就，同意以2020年2月28日为授予日，向符合条件的激励对象授予限制性股票。独立董事对本议案发表了同意的独立意见。具体内容详见同日刊登于《证券日报》及巨潮资讯网的相关公告。3、审议通过《关于公司向银行申请综合授信额度的议案》为满足公司生产经营和业务发展的需要，公司拟向相关银行申请综合授信额度，授信期限为一年，具体授信额度以银行最终审批为准。表决结果：同意9票，反对0票，弃权0票。4、审议通过《关于为子公司提供担保的议案》表决结果：同意9票，反对0票，弃权0票。本议案尚需提交公司股东大会审议。三、备查文件 1、公司第十一届董事会第十一次会议决议；2、独立董事关于相关事项的独立意见。特此公告。董事会 二〇二〇年二月二十九日 本公司及董事会全体成员保证信息披露的内容真实、准确、完整，没有虚假记载、误导性陈述或重大遗漏。一、董事会会议召开情况 公司第十一届董事会第十一次会议于2020年2月28日以通讯表决方式召开，会议通知于2020年2月24日以电子邮件方式送达全体董事。本次会议应参加表决董事9名，实际参加表决董事9名。会议的召集和召开符合《公司法》和《公司章程》的有关规定。二、董事会会议审议情况 1、审议通过《关于调整公司2019年限制性股票激励计划相关事项的议案》表决结果：同意9票，反对0票，弃权0票。2、审议通过《关于向激励对象授予限制性股票的议案》表决结果：同意9票，反对0票，弃权0票。根据《上市公司股权激励管理办法》及公司激励计划的相关规定，董事会认为本次激励计划规定的授予条件已经成就，同意以2020年2月28日为授予日，向符合条件的激励对象授予限制性股票。独立董事对本议案发表了同意的独立意见。具体内容详见同日刊登于《证券日报》及巨潮资讯网的相关公告。3、审议通过《关于公司向银行申请综合授信额度的议案》为满足公司生产经营和业务发展的需要，公司拟向相关银行申请综合授信额度，授信期限为一年，具体授信额度以银行最终审批为准。表决结果：同意9票，反对0票，弃权0票。4、审议通过《关于为子公司提供担保的议案》表决结果：同意9票，反对0票，弃权0票。本议案尚需提交公司股东大会审议。三、备查文件 1、公司第十一届董事会第十一次会议决议；2、独立董事关于相关事项的独立意见。特此公告。董事会 二〇二〇年二月二十九日 本公司及董事会全体成员保证信息披露的内容真实、准确、完整，没有虚假记载、误导性陈述或重大遗漏。一、董事会会议召开情况 公司第十一届董事会第十一次会议于2020年2月28日以通讯表决方式召开，会议通知于2020年2月24日以电子邮件方式送达全体董事。本次会议应参加表决董事9名，实际参加表决董事9名。会议的召集和召开符合《公司法》和《公司章程》的有关规定。二、董事会会议审议情况 1、审议通过《关于调整公司2019年限制性股票激励计划相关事项的议案》表决结果：同意9票，反对0票，弃权0票。2、审议通过《关于向激励对象授予限制性股票的议案》表决结果：同意9票，反对0票，弃权0票。根据《上市公司股权激励管理办法》及公司激励计划的相关规定，董事会认为本次激励计划规定的授予条件已经成就，同意以2020年2月28日为授予日，向符合条件的激励对象授予限制性股票。独立董事对本议案发表了同意的独立意见。具体内容详见同日刊登于《证券日报》及巨潮资讯网的相关公告。3、审议通过《关于公司向银行申请综合授信额度的议案》为满足公司生产经营和业务发展的需要，公司拟向相关银行申请综合授信额度，授信期限为一年，具体授信额度以银行最终审批为准。表决结果：同意9票，反对0票，弃权0票。4、审议通过《关于为子公司提供担保的议案》表决结果：同意9票，反对0票，弃权0票。本议案尚需提交公司股东大会审议。三、备查文件 1、公司第十一届董事会第十一次会议决议；2、独立董事关于相关事项的独立意见。特此公告。董事会 二〇二〇年二月二十九日 本公司及董事会全体成员保证信息披露的内容真实、准确、完整，没有虚假记载、误导性陈述或重大遗漏。一、董事会会议召开情况 公司第十一届董事会第十一次会议于2020年2月28日以通讯表决方式召开，会议通知于2020年2月24日以电子邮件方式送达全体董事。本次会议应参加表决董事9名，实际参加表决董事9名。会议的召集和召开符合《公司法》和《公司章程》的有关规定。二、董事会会议审议情况 1、审议通过《关于调整公司2019年限制性股票激励计划相关事项的议案》表决结果：同意9票，反对0票，弃权0票。2、审议通过《关于向激励对象授予限制性股票的议案》表决结果：同意9票，反对0票，弃权0票。根据《上市公司股权激励管理办法》及公司激励计划的相关规定，董事会认为本次激励计划规定的授予条件已经成就，同意以2020年2月28日为授予日，向符合条件的激励对象授予限制性股票。独立董事对本议案发表了同意的独立意见。具体内容详见同日刊登于《证券日报》及巨潮资讯网的相关公告。3、审议通过《关于公司向银行申请综合授信额度的议案》为满足公司生产经营和业务发展的需要，公司拟向相关银行申请综合授信额度，授信期限为一年，具体授信额度以银行最终审批为准。表决结果：同意9票，反对0票，弃权0票。4、审议通过《关于为子公司提供担保的议案》表决结果：同意9票，反对0票，弃权0票。本议案尚需提交公司股东大会审议。三、备查文件 1、公司第十一届董事会第十一次会议决议；2、独立董事关于相关事项的独立意见。特此公告。董事会 二〇二〇年二月二十九日 本公司及董事会全体成员保证信息披露的内容真实、准确、完整，没有虚假记载、误导性陈述或重大遗漏。一、董事会会议召开情况 公司第十一届董事会第十一次会议于2020年2月28日以通讯表决方式召开，会议通知于2020年2月24日以电子邮件方式送达全体董事。本次会议应参加表决董事9名，实际参加表决董事9名。会议的召集和召开符合《公司法》和《公司章程》的有关规定。二、董事会会议审议情况 1、审议通过《关于调整公司2019年限制性股票激励计划相关事项的议案》表决结果：同意9票，反对0票，弃权0票。2、审议通过《关于向激励对象授予限制性股票的议案》表决结果：同意9票，反对0票，弃权0票。根据《上市公司股权激励管理办法》及公司激励计划的相关规定，董事会认为本次激励计划规定的授予条件已经成就，同意以2020年2月28日为授予日，向符合条件的激励对象授予限制性股票。独立董事对本议案发表了同意的独立意见。具体内容详见同日刊登于《证券日报》及巨潮资讯网的相关公告。3、审议通过《关于公司向银行申请综合授信额度的议案》为满足公司生产经营和业务发展的需要，公司拟向相关银行申请综合授信额度，授信期限为一年，具体授信额度以银行最终审批为准。表决结果：同意9票，反对0票，弃权0票。4、审议通过《关于为子公司提供担保的议案》表决结果：同意9票，反对0票，弃权0票。本议案尚需提交公司股东大会审议。三、备查文件 1、公司第十一届董事会第十一次会议决议；2、独立董事关于相关事项的独立意见。特此公告。董事会 二〇二〇年二月二十九日 本公司及董事会全体成员保证信息披露的内容真实、准确、完整，没有虚假记载、误导性陈述或重大遗漏。一、董事会会议召开情况 公司第十一届董事会第十一次会议于2020年2月28日以通讯表决方式召开，会议通知于2020年2月24日以电子邮件方式送达全体董事。本次会议应参加表决董事9名，实际参加表决董事9名。会议的召集和召开符合《公司法》和《公司章程》的有关规定。二、董事会会议审议情况 1、审议通过《关于调整公司2019年限制性股票激励计划相关事项的议案》表决结果：同意9票，反对0票，弃权0票。2、审议通过《关于向激励对象授予限制性股票的议案》表决结果：同意9票，反对0票，弃权0票。根据《上市公司股权激励管理办法》及公司激励计划的相关规定，董事会认为本次激励计划规定的授予条件已经成就，同意以2020年2月28日为授予日，向符合条件的激励对象授予限制性股票。独立董事对本议案发表了同意的独立意见。具体内容详见同日刊登于《证券日报》及巨潮资讯网的相关公告。3、审议通过《关于公司向银行申请综合授信额度的议案》为满足公司生产经营和业务发展的需要，公司拟向相关银行申请综合授信额度，授信期限为一年，具体授信额度以银行最终审批为准。表决结果：同意9票，反对0票，弃权0票。4、审议通过《关于为子公司提供担保的议案》表决结果：同意9票，反对0票，弃权0票。本议案尚需提交公司股东大会审议。三、备查文件 1、公司第十一届董事会第十一次会议决议；2、独立董事关于相关事项的独立意见。特此公告。董事会 二〇二〇年二月二十九日 本公司及董事会全体成员保证信息披露的内容真实、准确、完整，没有虚假记载、误导性陈述或重大遗漏。一、董事会会议召开情况 公司第十一届董事会第十一次会议于2020年2月28日以通讯表决方式召开，会议通知于2020年2月24日以电子邮件方式送达全体董事。本次会议应参加表决董事9名，实际参加表决董事9名。会议的召集和召开符合《公司法》和《公司章程》的有关规定。二、董事会会议审议情况 1、审议通过《关于调整公司2019年限制性股票激励计划相关事项的议案》表决结果：同意9票，反对0票，弃权0票。2、审议通过《关于向激励对象授予限制性股票的议案》表决结果：同意9票，反对0票，弃权0票。根据《上市公司股权激励管理办法》及公司激励计划的相关规定，董事会认为本次激励计划规定的授予条件已经成就，同意以2020年2月28日为授予日，向符合条件的激励对象授予限制性股票。独立董事对本议案发表了同意的独立意见。具体内容详见同日刊登于《证券日报》及巨潮资讯网的相关公告。3、审议通过《关于公司向银行申请综合授信额度的议案》为满足公司生产经营和业务发展的需要，公司拟向相关银行申请综合授信额度，授信期限为一年，具体授信额度以银行最终审批为准。表决结果：同意9票，反对0票，弃权0票。4、审议通过《关于为子公司提供担保的议案》表决结果：同意9票，反对0票，弃权0票。本议案尚需提交公司股东大会审议。三、备查文件 1、公司第十一届董事会第十一次会议决议；2、独立董事关于相关事项的独立意见。特此公告。董事会 二〇二〇年二月二十九日 本公司及董事会全体成员保证信息披露的内容真实、准确、完整，没有虚假记载、误导性陈述或重大遗漏。一、董事会会议召开情况 公司第十一届董事会第十一次会议于2020年2月28日以通讯表决方式召开，会议通知于2020年2月24日以电子邮件方式送达全体董事。本次会议应参加表决董事9名，实际参加表决董事9名。会议的召集和召开符合《公司法》和《公司章程》的有关规定。二、董事会会议审议情况 1、审议通过《关于调整公司2019年限制性股票激励计划相关事项的议案》表决结果：同意9票，反对0票，弃权0票。2、审议通过《关于向激励对象授予限制性股票的议案》表决结果：同意9票，反对0票，弃权0票。根据《上市公司股权激励管理办法》及公司激励计划的相关规定，董事会认为本次激励计划规定的授予条件已经成就，同意以2020年2月28日为授予日，向符合条件的激励对象授予限制性股票。独立董事对本议案发表了同意的独立意见。具体内容详见同日刊登于《证券日报》及巨潮资讯网的相关公告。3、审议通过《关于公司向银行申请综合授信额度的议案》为满足公司生产经营和业务发展的需要，公司拟向相关银行申请综合授信额度，授信期限为一年，具体授信额度以银行最终审批为准。表决结果：同意9票，反对0票，弃权0票。4、审议通过《关于为子公司提供担保的议案》表决结果：同意9票，反对0票，弃权0票。本议案尚需提交公司股东大会审议。三、备查文件 1、公司第十一届董事会第十一次会议决议；2、独立董事关于相关事项的独立意见。特此公告。董事会 二〇二〇年二月二十九日 本公司及董事会全体成员保证信息披露的内容真实、准确、完整，没有虚假记载、误导性陈述或重大遗漏。一、董事会会议召开情况 公司第十一届董事会第十一次会议于2020年2月28日以通讯表决方式召开，会议通知于2020年2月24日以电子邮件方式送达全体董事。本次会议应参加表决董事9名，实际参加表决董事9名。会议的召集和召开符合《公司法》和《公司章程》的有关规定。二、董事会会议审议情况 1、审议通过《关于调整公司2019年限制性股票激励计划相关事项的议案》表决结果：同意9票，反对0票，弃权0票。2、审议通过《关于向激励对象授予限制性股票的议案》表决结果：同意9票，反对0票，弃权0票。根据《上市公司股权激励管理办法》及公司激励计划的相关规定，董事会认为本次激励计划规定的授予条件已经成就，同意以2020年2月28日为授予日，向符合条件的激励对象授予限制性股票。独立董事对本议案发表了同意的独立意见。具体内容详见同日刊登于《证券日报》及巨潮资讯网的相关公告。3、审议通过《关于公司向银行申请综合授信额度的议案》为满足公司生产经营和业务发展的需要，公司拟向相关银行申请综合授信额度，授信期限为一年，具体授信额度以银行最终审批为准。表决结果：同意9票，反对0票，弃权0票。4、审议通过《关于为子公司提供担保的议案》表决结果：同意9票，反对0票，弃权0票。本议案尚需提交公司股东大会审议。三、备查文件 1、公司第十一届董事会第十一次会议决议；2、独立董事关于相关事项的独立意见。特此公告。董事会 二〇二〇年二月二十九日 本公司及董事会全体成员保证信息披露的内容真实、准确、完整，没有虚假记载、误导性陈述或重大遗漏。一、董事会会议召开情况 公司第十一届董事会第十一次会议于2020年2月28日以通讯表决方式召开，会议通知于2020年2月24日以电子邮件方式送达全体董事。本次会议应参加表决董事9名，实际参加表决董事9名。会议的召集和召开符合《公司法》和《公司章程》的有关规定。二、董事会会议审议情况 1、审议通过《关于调整公司2019年限制性股票激励计划相关事项的议案》表决结果：同意9票，反对0票，弃权0票。2、审议通过《关于向激励对象授予限制性股票的议案》表决结果：同意9票，反对0票，弃权0票。根据《上市公司股权激励管理办法》及公司激励计划的相关规定，董事会认为本次激励计划规定的授予条件已经成就，同意以2020年2月28日为授予日，向符合条件的激励对象授予限制性股票。独立董事对本议案发表了同意的独立意见。具体内容详见同日刊登于《证券日报》及巨潮资讯网的相关公告。3、审议通过《关于公司向银行申请综合授信额度的议案》为满足公司生产经营和业务发展的需要，公司拟向相关银行申请综合授信额度，授信期限为一年，具体授信额度以银行最终审批为准。表决结果：同意9票，反对0票，弃权0票。4、审议通过《关于为子公司提供担保的议案》表决结果：同意9票，反对0票，弃权0票。本议案尚需提交公司股东大会审议。三、备查文件 1、公司第十一届董事会第十一次会议决议；2、独立董事关于相关事项的独立意见。特此公告。董事会 二〇二〇年二月二十九日 本公司及董事会全体成员保证信息披露的内容真实、准确、完整，没有虚假记载、误导性陈述或重大遗漏。一、董事会会议召开情况 公司第十一届董事会第十一次会议于2020年2月28日以通讯表决方式召开，会议通知于2020年2月24日以电子邮件方式送达全体董事。本次会议应参加表决董事9名，实际参加表决董事9名。会议的召集和召开符合《公司法》和《公司章程》的有关规定。二、董事会会议审议情况 1、审议通过《关于调整公司2019年限制性股票激励计划相关事项的议案》表决结果：同意9票，反对0票，弃权0票。2、审议通过《关于向激励对象授予限制性股票的议案》表决结果：同意9票，反对0票，弃权0票。根据《上市公司股权激励管理办法》及公司激励计划的相关规定，董事会认为本次激励计划规定的授予条件已经成就，同意以2020年2月28日为授予日，向符合条件的激励对象授予限制性股票。独立董事对本议案发表了同意的独立意见。具体内容详见同日刊登于《证券日报》及巨潮资讯网的相关公告。3、审议通过《关于公司向银行申请综合授信额度的议案》为满足公司生产经营和业务发展的需要，公司拟向相关银行申请综合授信额度，授信期限为一年，具体授信额度以银行最终审批为准。表决结果：同意9票，反对0票，弃权0票。4、审议通过《关于为子公司提供担保的议案》表决结果：同意9票，反对0票，弃权0票。本议案尚需提交公司股东大会审议。三、备查文件 1、公司第十一届董事会第十一次会议决议；2、独立董事关于相关事项的独立意见。特此公告。董事会 二〇二〇年二月二十九日 本公司及董事会全体成员保证信息披露的内容真实、准确、完整，没有虚假记载、误导性陈述或重大遗漏。一、董事会会议召开情况 公司第十一届董事会第十一次会议于2020年2月28日以通讯表决方式召开，会议通知于2020年2月24日以电子邮件方式送达全体董事。本次会议应参加表决董事9名，实际参加表决董事9名。会议的召集和召开符合《公司法》和《公司章程》的有关规定。二、董事会会议审议情况 1、审议通过《关于调整公司2019年限制性股票激励计划相关事项的议案》表决结果：同意9票，反对0票，弃权0票。2、审议通过《关于向激励对象授予限制性股票的议案》表决结果：同意9票，反对0票，弃权0票。根据《上市公司股权激励管理办法》及公司激励计划的相关规定，董事会认为本次激励计划规定的授予条件已经成就，同意以2020年2月28日为授予日，向符合条件的激励对象授予限制性股票。独立董事对本议案发表了同意的独立意见。具体内容详见同日刊登于《证券日报》及巨潮资讯网的相关公告。3、审议通过《关于公司向银行申请综合授信额度的议案》为满足公司生产经营和业务发展的需要，公司拟向相关银行申请综合授信额度，授信期限为一年，具体授信额度以银行最终审批为准。表决结果：同意9票，反对0票，弃权0票。4、审议通过《关于为子公司提供担保的议案》表决结果：同意9票，反对0 <box>10 505 123 1097</box>
body-text: 本公司及董事会全体成员保证信息披露的内容真实、准确、完整，没有虚假记载、误导性陈述或重大遗漏。一、董事会会议召开情况 公司第十一届董事会第十一次会议于2020年2月28日以通讯表决方式召开，会议通知于2020年2月24日以电子邮件方式送达全体董事。本次会议应参加表决董事9名，实际参加表决董事9名。会议的召集和召开符合《公司法》和《公司章程》的有关规定。二、董事会会议审议情况 1、审议通过《关于调整公司2019年限制性股票激励计划相关事项的议案》表决结果：同意9票，反对0票，弃权0票。2、审议通过《关于向激励对象授予限制性股票的议案》表决结果：同意9票，反对0票，弃权0票。根据《上市公司股权激励管理办法》及公司激励计划的相关规定，董事会认为本次激励计划规定的授予条件已经成就，同意以2020年2月28日为授予日，向符合条件的激励对象授予限制性股票。独立董事对本议案发表了同意的独立意见。具体内容详见同日刊登于《证券日报》及巨潮资讯网的相关公告。3、审议通过《关于公司向银行申请综合授信额度的议案》为满足公司生产经营和业务发展的需要，公司拟向相关银行申请综合授信额度，授信期限为一年，具体授信额度以银行最终审批为准。表决结果：同意9票，反对0票，弃权0票。4、审议通过《关于为子公司提供担保的议案》表决结果：同意9票，反对0票，弃权0票。本议案尚需提交公司股东大会审议。三、备查文件 1、公司第十一届董事会第十一次会议决议；2、独立董事关于相关事项的独立意见。特此公告。董事会 二〇二〇年二月二十九日 本公司及董事会全体成员保证信息披露的内容真实、准确、完整，没有虚假记载、误导性陈述或重大遗漏。一、董事会会议召开情况 公司第十一届董事会第十一次会议于2020年2月28日以通讯表决方式召开，会议通知于2020年2月24日以电子邮件方式送达全体董事。本次会议应参加表决董事9名，实际参加表决董事9名。会议的召集和召开符合《公司法》和《公司章程》的有关规定。二、董事会会议审议情况 1、审议通过《关于调整公司2019年限制性股票激励计划相关事项的议案》表决结果：同意9票，反对0票，弃权0票。2、审议通过《关于向激励对象授予限制性股票的议案》表决结果：同意9票，反对0票，弃权0票。根据《上市公司股权激励管理办法》及公司激励计划的相关规定，董事会认为本次激励计划规定的授予条件已经成就，同意以2020年2月28日为授予日，向符合条件的激励对象授予限制性股票。独立董事对本议案发表了同意的独立意见。具体内容详见同日刊登于《证券日报》及巨潮资讯网的相关公告。3、审议通过《关于公司向银行申请综合授信额度的议案》为满足公司生产经营和业务发展的需要，公司拟向相关银行申请综合授信额度，授信期限为一年，具体授信额度以银行最终审批为准。表决结果：同意9票，反对0票，弃权0票。4、审议通过《关于为子公司提供担保的议案》表决结果：同意9票，反对0票，弃权0票。本议案尚需提交公司股东大会审议。三、备查文件 1、公司第十一届董事会第十一次会议决议；2、独立董事关于相关事项的独立意见。特此公告。董事会 二〇二〇年二月二十九日 本公司及董事会全体成员保证信息披露的内容真实、准确、完整，没有虚假记载、误导性陈述或重大遗漏。一、董事会会议召开情况 公司第十一届董事会第十一次会议于2020年2月28日以通讯表决方式召开，会议通知于2020年2月24日以电子邮件方式送达全体董事。本次会议应参加表决董事9名，实际参加表决董事9名。会议的召集和召开符合《公司法》和《公司章程》的有关规定。二、董事会会议审议情况 1、审议通过《关于调整公司2019年限制性股票激励计划相关事项的议案》表决结果：同意9票，反对0票，弃权0票。2、审议通过《关于向激励对象授予限制性股票的议案》表决结果：同意9票，反对0票，弃权0票。根据《上市公司股权激励管理办法》及公司激励计划的相关规定，董事会认为本次激励计划规定的授予条件已经成就，同意以2020年2月28日为授予日，向符合条件的激励对象授予限制性股票。独立董事对本议案发表了同意的独立意见。具体内容详见同日刊登于《证券日报》及巨潮资讯网的相关公告。3、审议通过《关于公司向银行申请综合授信额度的议案》为满足公司生产经营和业务发展的需要，公司拟向相关银行申请综合授信额度，授信期限为一年，具体授信额度以银行最终审批为准。表决结果：同意9票，反对0票，弃权0票。4、审议通过《关于为子公司提供担保的议案》表决结果：同意9票，反对0票，弃权0票。本议案尚需提交公司股东大会审议。三、备查文件 1、公司第十一届董事会第十一次会议决议；2、独立董事关于相关事项的独立意见。特此公告。董事会 二〇二〇年二月二十九日 本公司及董事会全体成员保证信息披露的内容真实、准确、完整，没有虚假记载、误导性陈述或重大遗漏。一、董事会会议召开情况 公司第十一届董事会第十一次会议于2020年2月28日以通讯表决方式召开，会议通知于2020年2月24日以电子邮件方式送达全体董事。本次会议应参加表决董事9名，实际参加表决董事9名。会议的召集和召开符合《公司法》和《公司章程》的有关规定。二、董事会会议审议情况 1、审议通过《关于调整公司2019年限制性股票激励计划相关事项的议案》表决结果：同意9票，反对0票，弃权0票。2、审议通过《关于向激励对象授予限制性股票的议案》表决结果：同意9票，反对0票，弃权0票。根据《上市公司股权激励管理办法》及公司激励计划的相关规定，董事会认为本次激励计划规定的授予条件已经成就，同意以2020年2月28日为授予日，向符合条件的激励对象授予限制性股票。独立董事对本议案发表了同意的独立意见。具体内容详见同日刊登于《证券日报》及巨潮资讯网的相关公告。3、审议通过《关于公司向银行申请综合授信额度的议案》为满足公司生产经营和业务发展的需要，公司拟向相关银行申请综合授信额度，授信期限为一年，具体授信额度以银行最终审批为准。表决结果：同意9票，反对0票，弃权0票。4、审议通过《关于为子公司提供担保的议案》表决结果：同意9票，反对0票，弃权0票。本议案尚需提交公司股东大会审议。三、备查文件 1、公司第十一届董事会第十一次会议决议；2、独立董事关于相关事项的独立意见。特此公告。董事会 二〇二〇年二月二十九日 本公司及董事会全体成员保证信息披露的内容真实、准确、完整，没有虚假记载、误导性陈述或重大遗漏。一、董事会会议召开情况 公司第十一届董事会第十一次会议于2020年2月28日以通讯表决方式召开，会议通知于2020年2月24日以电子邮件方式送达全体董事。本次会议应参加表决董事9名，实际参加表决董事9名。会议的召集和召开符合《公司法》和《公司章程》的有关规定。二、董事会会议审议情况 1、审议通过《关于调整公司2019年限制性股票激励计划相关事项的议案》表决结果：同意9票，反对0票，弃权0票。2、审议通过《关于向激励对象授予限制性股票的议案》表决结果：同意9票，反对0票，弃权0票。根据《上市公司股权激励管理办法》及公司激励计划的相关规定，董事会认为本次激励计划规定的授予条件已经成就，同意以2020年2月28日为授予日，向符合条件的激励对象授予限制性股票。独立董事对本议案发表了同意的独立意见。具体内容详见同日刊登于《证券日报》及巨潮资讯网的相关公告。3、审议通过《关于公司向银行申请综合授信额度的议案》为满足公司生产经营和业务发展的需要，公司拟向相关银行申请综合授信额度，授信期限为一年，具体授信额度以银行最终审批为准。表决结果：同意9票，反对0票，弃权0票。4、审议通过《关于为子公司提供担保的议案》表决结果：同意9票，反对0票，弃权0票。本议案尚需提交公司股东大会审议。三、备查文件 1、公司第十一届董事会第十一次会议决议；2、独立董事关于相关事项的独立意见。特此公告。董事会 二〇二〇年二月二十九日 本公司及董事会全体成员保证信息披露的内容真实、准确、完整，没有虚假记载、误导性陈述或重大遗漏。一、董事会会议召开情况 公司第十一届董事会第十一次会议于2020年2月28日以通讯表决方式召开，会议通知于2020年2月24日以电子邮件方式送达全体董事。本次会议应参加表决董事9名，实际参加表决董事9名。会议的召集和召开符合《公司法》和《公司章程》的有关规定。二、董事会会议审议情况 1、审议通过《关于调整公司2019年限制性股票激励计划相关事项的议案》表决结果：同意9票，反对0票，弃权0票。2、审议通过《关于向激励对象授予限制性股票的议案》表决结果：同意9票，反对0票，弃权0票。根据《上市公司股权激励管理办法》及公司激励计划的相关规定，董事会认为本次激励计划规定的授予条件已经成就，同意以2020年2月28日为授予日，向符合条件的激励对象授予限制性股票。独立董事对本议案发表了同意的独立意见。具体内容详见同日刊登于《证券日报》及巨潮资讯网的相关公告。3、审议通过《关于公司向银行申请综合授信额度的议案》为满足公司生产经营和业务发展的需要，公司拟向相关银行申请综合授信额度，授信期限为一年，具体授信额度以银行最终审批为准。表决结果：同意9票，反对0票，弃权0票。4、审议通过《关于为子公司提供担保的议案》表决结果：同意9票，反对0票，弃权0票。本议案尚需提交公司股东大会审议。三、备查文件 1、公司第十一届董事会第十一次会议决议；2、独立董事关于相关事项的独立意见。特此公告。董事会 二〇二〇年二月二十九日 本公司及董事会全体成员保证信息披露的内容真实、准确、完整，没有虚假记载、误导性陈述或重大遗漏。一、董事会会议召开情况 公司第十一届董事会第十一次会议于2020年2月28日以通讯表决方式召开，会议通知于2020年2月24日以电子邮件方式送达全体董事。本次会议应参加表决董事9名，实际参加表决董事9名。会议的召集和召开符合《公司法》和《公司章程》的有关规定。二、董事会会议审议情况 1、审议通过《关于调整公司2019年限制性股票激励计划相关事项的议案》表决结果：同意9票，反对0票，弃权0票。2、审议通过《关于向激励对象授予限制性股票的议案》表决结果：同意9票，反对0票，弃权0票。根据《上市公司股权激励管理办法》及公司激励计划的相关规定，董事会认为本次激励计划规定的授予条件已经成就，同意以2020年2月28日为授予日，向符合条件的激励对象授予限制性股票。独立董事对本议案发表了同意的独立意见。具体内容详见同日刊登于《证券日报》及巨潮资讯网的相关公告。3、审议通过《关于公司向银行申请综合授信额度的议案》为满足公司生产经营和业务发展的需要，公司拟向相关银行申请综合授信额度，授信期限为一年，具体授信额度以银行最终审批为准。表决结果：同意9票，反对0票，弃权0票。4、审议通过《关于为子公司提供担保的议案》表决结果：同意9票，反对0票，弃权0票。本议案尚需提交公司股东大会审议。三、备查文件 1、公司第十一届董事会第十一次会议决议；2、独立董事关于相关事项的独立意见。特此公告。董事会 二〇二〇年二月二十九日 本公司及董事会全体成员保证信息披露的内容真实、准确、完整，没有虚假记载、误导性陈述或重大遗漏。一、董事会会议召开情况 公司第十一届董事会第十一次会议于2020年2月28日以通讯表决方式召开，会议通知于2020年2月24日以电子邮件方式送达全体董事。本次会议应参加表决董事9名，实际参加表决董事9名。会议的召集和召开符合《公司法》和《公司章程》的有关规定。二、董事会会议审议情况 1、审议通过《关于调整公司2019年限制性股票激励计划相关事项的议案》表决结果：同意9票，反对0票，弃权0票。2、审议通过《关于向激励对象授予限制性股票的议案》表决结果：同意9票，反对0票，弃权0票。根据《上市公司股权激励管理办法》及公司激励计划的相关规定，董事会认为本次激励计划规定的授予条件已经成就，同意以2020年2月28日为授予日，向符合条件的激励对象授予限制性股票。独立董事对本议案发表了同意的独立意见。具体内容详见同日刊登于《证券日报》及巨潮资讯网的相关公告。3、审议通过《关于公司向银行申请综合授信额度的议案》为满足公司生产经营和业务发展的需要， <box>364 44 474 406</box>
notice-title-block <box>246 119 358 131</box>
table-cell <box>392 426 419 432</box>
column-1 <box>10 44 123 1280</box>
masthead <box>10 6 474 42</box>
table-cell <box>365 426 392 432</box>
body-text: 本公司及董事会全体成员保证信息披露的内容真实、准确、完整，没有虚假记载、误导性陈述或重大遗漏。一、董事会会议召开情况 公司第十一届董事会第十一次会议于2020年2月28日以通讯表决方式召开，会议通知于2020年2月24日以电子邮件方式送达全体董事。本次会议应参加表决董事9名，实际参加表决董事9名。会议的召集和召开符合《公司法》和《公司章程》的有关规定。二、董事会会议审议情况 1、审议通过《关于调整公司2019年限制性股票激励计划相关事项的议案》表决结果：同意9票，反对0票，弃权0票。2、审议通过《关于向激励对象授予限制性股票的议案》表决结果：同意9票，反对0票，弃权0票。根据《上市公司股权激励管理办法》及公司激励计划的相关规定，董事会认为本次激励计划规定的授予条件已经成就，同意以2020年2月28日为授予日，向符合条件的激励对象授予限制性股票。独立董事对本议案发表了同意的独立意见。具体内容详见同日刊登于《证券日报》及巨潮资讯网的相关公告。3、审议通过《关于公司向银行申请综合授信额度的议案》为满足公司生产经营和业务发展的需要，公司拟向相关银行申请综合授信额度，授信期限为一年，具体授信额度以银行最终审批为准。表决结果：同意9票，反对0票，弃权0票。4、审议通过《关于为子公司提供担保的议案》表决结果：同意9票，反对0票，弃权0票。本议案尚需提交公司股东大会审议。三、备查文件 1、公司第十一届董事会第十一次会议决议；2、独立董事关于相关事项的独立意见。特此公告。董事会 二〇二〇年二月二十九日 本公司及董事会全体成员保证信息披露的内容真实、准确、完整，没有虚假记载、误导性陈述或重大遗漏。一、董事会会议召开情况 公司第十一届董事会第十一次会议于2020年2月28日以通讯表决方式召开，会议通知于2020年2月24日以电子邮件方式送达全体董事。本次会议应参加表决董事9名，实际参加表决董事9名。会议的召集和召开符合《公司法》和《公司章程》的有关规定。二、董事会会议审议情况 1、审议通过《关于调整公司2019年限制性股票激励计划相关事项的议案》表决结果：同意9票，反对0票，弃权0票。2、审议通过《关于向激励对象授予限制性股票的议案》表决结果：同意9票，反对0票，弃权0票。根据《上市公司股权激励管理办法》及公司激励计划的相关规定，董事会认为本次激励计划规定的授予条件已经成就，同意以2020年2月28日为授予日，向符合条件的激励对象授予限制性股票。独立董事对本议案发表了同意的独立意见。具体内容详见同日刊登于《证券日报》及巨潮资讯网的相关公告。3、审议通过《关于公司向银行申请综合授信额度的议案》为满足公司生产经营和业务发展的需要，公司拟向相关银行申请综合授信额度，授信期限为一年，具体授信额度以银行最终审批为准。表决结果：同意9票，反对0票，弃权0票。4、审议通过《关于为子公司提供担保的议案》表决结果：同意9票，反对0票，弃权0票。本议案尚需提交公司股东大会审议。三、备查文件 1、公司第十一届董事会第十一次会议决议；2、独立董事关于相关事项的独立意见。特此公告。董事会 二〇二〇年二月二十九日 本公司及董事会全体成员保证信息披露的内容真实、准确、完整，没有虚假记载、误导性陈述或重大遗漏。一、董事会会议召开情况 公司第十一届董事会第十一次会议于2020年2月28日以通讯表决方式召开，会议通知于2020年2月24日以电子邮件方式送达全体董事。本次会议应参加表决董事9名，实际参加表决董事9名。会议的召集和召开符合《公司法》和《公司章程》的有关规定。二、董事会会议审议情况 1、审议通过《关于调整公司2019年限制性股票激励计划相关事项的议案》表决结果：同意9票，反对0票，弃权0票。2、审议通过《关于向激励对象授予限制性股票的议案》表决结果：同意9票，反对0票，弃权0票。根据《上市公司股权激励管理办法》及公司激励计划的相关规定，董事会认为本次激励计划规定的授予条件已经成就，同意以2020年2月28日为授予日，向符合条件的激励对象授予限制性股票。独立董事对本议案发表了同意的独立意见。具体内容详见同日刊登于《证券日报》及巨潮资讯网的相关公告。3、审议通过《关于公司向银行申请综合授信额度的议案》为满足公司生产经营和业务发展的需要，公司拟向相关银行申请综合授信额度，授信期限为一年，具体授信额度以银行最终审批为准。表决结果：同意9票，反对0票，弃权0票。4、审议通过《关于为子公司提供担保的议案》表决结果：同意9票，反对0票，弃权0票。本议案尚需提交公司股东大会审议。三、备查文件 1、公司第十一届董事会第十一次会议决议；2、独立董事关于相关事项的独立意见。特此公告。董事会 二〇二〇年二月二十九日 本公司及董事会全体成员保证信息披露的内容真实、准确、完整，没有虚假记载、误导性陈述或重大遗漏。一、董事会会议召开情况 公司第十一届董事会第十一次会议于2020年2月28日以通讯表决方式召开，会议通知于2020年2月24日以电子邮件方式送达全体董事。本次会议应参加表决董事9名，实际参加表决董事9名。会议的召集和召开符合《公司法》和《公司章程》的有关规定。二、董事会会议审议情况 1、审议通过《关于调整公司2019年限制性股票激励计划相关事项的议案》表决结果：同意9票，反对0票，弃权0票。2、审议通过《关于向激励对象授予限制性股票的议案》表决结果：同意9票，反对0票，弃权0票。根据《上市公司股权激励管理办法》及公司激励计划的相关规定，董事会认为本次激励计划规定的授予条件已经成就，同意以2020年2月28日为授予日，向符合条件的激励对象授予限制性股票。独立董事对本议案发表了同意的独立意见。具体内容详见同日刊登于《证券日报》及巨潮资讯网的相关公告。3、审议通过《关于公司向银行申请综合授信额度的议案》为满足公司生产经营和业务发展的需要，公司拟向相关银行申请综合授信额度，授信期限为一年，具体授信额度以银行最终审批为准。表决结果：同意9票，反对0票，弃权0票。4、审议通过《关于为子公司提供担保的议案》表决结果：同意9票，反对0票，弃权0票。本议案尚需提交公司股东大会审议。三、备查文件 1、公司第十一届董事会第十一次会议决议；2、独立董事关于相关事项的独立意见。特此公告。董事会 二〇二〇年二月二十九日 本公司及董事会全体成员保证信息披露的内容真实、准确、完整，没有虚假记载、误导性陈述或重大遗漏。一、董事会会议召开情况 公司第十一届董事会第十一次会议于2020年2月28日以通讯表决方式召开，会议通知于2020年2月24日以电子邮件方式送达全体董事。本次会议应参加表决董事9名，实际参加表决董事9名。会议的召集和召开符合《公司法》和《公司章程》的有关规定。二、董事会会议审议情况 1、审议通过《关于调整公司2019年限制性股票激励计划相关事项的议案》表决结果：同意9票，反对0票，弃权0票。2、审议通过《关于向激励对象授予限制性股票的议案》表决结果：同意9票，反对0票，弃权0票。根据《上市公司股权激励管理办法》及公司激励计划的相关规定，董事会认为本次激励计划规定的授予条件已经成就，同意以2020年2月28日为授予日，向符合条件的激励对象授予限制性股票。独立董事对本议案发表了同意的独立意见。具体内容详见同日刊登于《证券日报》及巨潮资讯网的相关公告。3、审议通过《关于公司向银行申请综合授信额度的议案》为满足公司生产经营和业务发展的需要，公司拟向相关银行申请综合授信额度，授信期限为一年，具体授信额度以银行最终审批为准。表决结果：同意9票，反对0票，弃权0票。4、审议通过《关于为子公司提供担保的议案》表决结果：同意9票，反对0票，弃权0票。本议案尚需提交公司股东大会审议。三、备查文件 1、公司第十一届董事会第十一次会议决议；2、独立董事关于相关事项的独立意见。特此公告。董事会 二〇二〇年二月二十九日 本公司及董事会全体成员保证信息披露的内容真实、准确、完整，没有虚假记载、误导性陈述或重大遗漏。一、董事会会议召开情况 公司第十一届董事会第十一次会议于2020年2月28日以通讯表决方式召开，会议通知于2020年2月24日以电子邮件方式送达全体董事。本次会议应参加表决董事9名，实际参加表决董事9名。会议的召集和召开符合《公司法》和《公司章程》的有关规定。二、董事会会议审议情况 1、审议通过《关于调整公司2019年限制性股票激励计划相关事项的议案》表决结果：同意9票，反对0票，弃权0票。2、审议通过《关于向激励对象授予限制性股票的议案》表决结果：同意9票，反对0票，弃权0票。根据《上市公司股权激励管理办法》及公司激励计划的相关规定，董事会认为本次激励计划规定的授予条件已经成就，同意以2020年2月28日为授予日，向符合条件的激励对象授予限制性股票。独立董事对本议案发表了同意的独立意见。具体内容详见同日刊登于《证券日报》及巨潮资讯网的相关公告。3、审议通过《关于公司向银行申请综合授信额度的议案》为满足公司生产经营和业务发展的需要，公司拟向相关银行申请综合授信额度，授信期限为一年，具体授信额度以银行最终审批为准。表决结果：同意9票，反对0票，弃权0票。4、审议通过《关于为子公司提供担保的议案》表决结果：同意9票，反对0票，弃权0票。本议案尚需提交公司股东大会审议。三、备查文件 1、公司第十一届董事会第十一次会议决议；2、独立董事关于相关事项的独立意见。特此公告。董事会 二〇二〇年二月二十九日 本公司及董事会全体成员保证信息披露的内容真实、准确、完整，没有虚假记载、误导性陈述或重大遗漏。一、董事会会议召开情况 公司第十一届董事会第十一次会议于2020年2月28日以通讯表决方式召开，会议通知于2020年2月24日以电子邮件方式送达全体董事。本次会议应参加表决董事9名，实际参加表决董事9名。会议的召集和召开符合《公司法》和《公司章程》的有关规定。二、董事会会议审议情况 1、审议通过《关于调整公司2019年限制性股票激励计划相关事项的议案》表决结果：同意9票，反对0票，弃权0票。2、审议通过《关于向激励对象授予限制性股票的议案》表决结果：同意9票，反对0票，弃权0票。根据《上市公司股权激励管理办法》及公司激励计划的相关规定，董事会认为本次激励计划规定的授予条件已经成就，同意以2020年2月28日为授予日，向符合条件的激励对象授予限制性股票。独立董事对本议案发表了同意的独立意见。具体内容详见同日刊登于《证券日报》及巨潮资讯网的相关公告。3、审议通过《关于公司向银行申请综合授信额度的议案》为满足公司生产经营和业务发展的需要，公司拟向相关银行申请综合授信额度，授信期限为一年，具体授信额度以银行最终审批为准。表决结果：同意9票，反对0票，弃权0票。4、审议通过《关于为子公司提供担保的议案》表决结果：同意9票，反对0票，弃权0票。本议案尚需提交公司股东大会审议。三、备查文件 1、公司第十一届董事会第十一次会议决议；2、独立董事关于相关事项的独立意见。特此公告。董事会 二〇二〇年二月二十九日 本公司及董事会全体成员保证信息披露的内容真实、准确、完整，没有虚假记载、误导性陈述或重大遗漏。一、董事会会议召开情况 公司第十一届董事会第十一次会议于2020年2月28日以通讯表决方式召开，会议通知于2020年2月24日以电子邮件方式送达全体董事。本次会议应参加表决董事9名，实际参加表决董事9名。会议的召集和召开符合《公司法》和《公司章程》的有关规定。二、董事会会议审议情况 1、审议通过《关于调整公司2019年限制性股票激励计划相关事项的议案》表决结果：同意9票，反对0票，弃权0票。2、审议通过《关于向激励对象授予限制性股票的议案》表决结果：同意9票，反对0票，弃权0票。根据《上市公司股权激励管理办法》及公司激励计划的相关规定，董事会认为本次激励计划规定的授予条件已经成就，同意以2020年2月28日为授予日，向符合条件的激励对象授予限制性股票。独立董事对本议案发表了同意的独立意见。具体内容详见同日刊登于《证券日报》及巨潮资讯网的相关公告。3、审议通过《关于公司向银行申请综合授信额度的议案》为满足公司生产经营和业务发展的需要，公司拟向相关银行申请综合授信额度，授信期限为一年，具体授信额度以银行最终审批为准。表决结果：同意9票，反对0票，弃权0票。4、审议通过《关于为子公司提供担保的议案》表决结果：同意9票，反对0票，弃权0票。本议案尚需提交公司股东大会审议。三、备查文件 1、公司第十一届董事会第十一次会议决议；2、独立董事关于相关事项的独立意见。特此公告。董事会 二〇二〇年二月二十九日 本公司及董事会全体成员保证信息披露的内容真实、准确、完整，没有虚假记载、误导性陈述或重大遗漏。一、董事会会议召开情况 公司第十一届董事会第十一次会议于2020年2月28日以通讯表决方式召开，会议通知于2020年2月24日以电子邮件方式送达全体董事。本次会议应参加表决董事9名，实际参加表决董事9名。会议的召集和召开符合《公司法》和《公司章程》的有关规定。二、董事会会议审议情况 1、审议通过《关于调整公司2019年限制性股票激励计划相关事项的议案》表决结果：同意9票，反对0票，弃权0票。2、审议通过《关于向激励对象授予限制性股票的议案》表决结果：同意9票，反对0票，弃权0票。根据《上市公司股权激励管理办法》及公司激励计划的相关规定，董事会认为本次激励计划规定的授予条件已经成就，同意以2020年2月28日为授予日，向符合条件的激励对象授予限制性股票。独立董事对本议案发表了同意的独立意见。具体内容详见同日刊登于《证券日报》及巨潮资讯网的相关公告。3、审议通过《关于公司向银行申请综合授信额度的议案》为满足公司生产经营和业务发展的需要，公司拟向相关银行申请综合授信额度，授信期限为一年，具体授信额度以银行最终审批为准。表决结果：同意9票，反对0票，弃权0票。4、审议通过《关于为子公司提供担保的议案》表决结果：同意9票，反对0票，弃权0票。本议案尚需提交公司股东大会审议。三、备查文件 1、公司第十一届董事会第十一次会议决议；2、独立董事关于相关事项的独立意见。特此公告。董事会 二〇二〇年二月二十九日 本公司及董事会全体成员保证信息披露的内容真实、准确、完整，没有虚假记载、误导性陈述或重大遗漏。一、董事会会议召开情况 公司第十一届董事会第十一次会议于2020年2月28日以通讯表决方式召开，会议通知于2020年2月24日以电子邮件方式送达全体董事。本次会议应参加表决董事9名，实际参加表决董事9名。会议的召集和召开符合《公司法》和《公司章程》的有关规定。二、董事会会议审议情况 1、审议通过《关于调整公司2019年限制性股票激励计划相关事项的议案》表决结果：同意9票，反对0票，弃权0票。2、审议通过《关于向激励对象授予限制性股票的议案》表决结果：同意9票，反对0票，弃权0票。根据《上市公司股权激励管理办法》及公司激励计划的相关规定，董事会认为本次激励计划规定的授予条件已经成就，同意以2020年2月28日为授予日，向符合条件的激励对象授予限制性股票。独立董事对本议案发表了同意的独立意见。具体内容详见同日刊登于《证券日报》及巨潮资讯网的相关公告。3、审议通过《关于公司向银行申请综合授信额度的议案》为满足公司生产经营和业务发展的需要，公司拟向相关银行申请综合授信额度，授信期限为一年，具体授信额度以银行最终审批为准。表决结果：同意9票，反对0票，弃权0票。4、审议通过《关于为子公司提供担保的议案》表决结果：同意9票，反对0票，弃权0票。本议案尚需提交公司股东大会审议。三、备查文件 1、公司第十一届董事会第十一次会议决议；2、独立董事关于相关事项的独立意见。特此公告。董事会 二〇二〇年二月二十九日 本公司及董事会全体成员保证信息披露的内容真实、准确、完整，没有虚假记载、误导性陈述或重大遗漏。一、董事会会议召开情况 公司第十一届董事会第十一次会议于2020年2月28日以通讯表决方式召开，会议通知于2020年2月24日以电子邮件方式送达全体董事。本次会议应参加表决董事9名，实际参加表决董事9名。会议的召集和召开符合《公司法》和《公司章程》的有关规定。二、董事会会议审议情况 1、审议通过《关于调整公司2019年限制性股票激励计划相关事项的议案》表决结果：同意9票，反对0票，弃权0票。2、审议通过《关于向激励对象授予限制性股票的议案》表决结果：同意9票，反对0票，弃权0票。根据《上市公司股权激励管理办法》及公司激励计划的相关规定，董事会认为本次激励计划规定的授予条件已经成就，同意以2020年2月28日为授予日，向符合条件的激励对象授予限制性股票。独立董事对本议案发表了同意的独立意见。具体内容详见同日刊登于《证券日报》及巨潮资讯网的相关公告。3、审议通过《关于公司向银行申请综合授信额度的议案》为满足公司生产经营和业务发展的需要，公司拟向相关银行申请综合授信额度，授信期限为一年，具体授信额度以银行最终审批为准。表决结果：同意9票，反对0票，弃权0票。4、审议通过《关于为子公司提供担保的议案》表决结果：同意9票，反对0票，弃权0票。本议案尚需提交公司股东大会审议。三、备查文件 1、公司第十一届董事会第十一次会议决议；2、独立董事关于相关事项的独立意见。特此公告。董事会 二〇二〇年二月二十九日 本公司及董事会全体成员保证信息披露的内容真实、准确、完整，没有虚假记载、误导性陈述或重大遗漏。一、董事会会议召开情况 公司第十一届董事会第十一次会议于2020年2月28日以通讯表决方式召开，会议通知于2020年2月24日以电子邮件方式送达全体董事。本次会议应参加表决董事9名，实际参加表决董事9名。会议的召集和召开符合《公司法》和《公司章程》的有关规定。二、董事会会议审议情况 1、审议通过《关于调整公司2019年限制性股票激励计划相关事项的议案》表决结果：同意9票，反对0票，弃权0票。2、审议通过《关于向激励对象授予限制性股票的议案》表决结果：同意9票，反对0票，弃权0票。根据《上市公司股权激励管理办法》及公司激励计划的相关规定，董事会认为本次激励计划规定的授予条件已经成就，同意以2020年2月28日为授予日，向符合条件的激励对象授予限制性股票。独立董事对本议案发表了同意的独立意见。具体内容详见同日刊登于《证券日报》及巨潮资讯网的相关公告。3、审议通过《关于公司向银行申请综合授信额度的议案》为满足公司生产经营和业务发展的需要，公司拟向相关银行申请综合授信额度，授信期限为一年，具体授信额度以银行最终审批为准。表决结果：同意9票，反对0票，弃权0票。4、审议通过《关于为子公司提供担保的议案》表决结果：同意9票，反对0票，弃权0票。本议案尚需提交公司股东大会审议。三、备查文件 1、公司第十一届董事会第十一次会议决议；2、独立董事关于相关事项的独立意见。特此公告。董事会 二〇二〇年二月二十九日 本公司及董事会全体成员保证信息披露的内容真实、准确、完整，没有虚假记载、误导性陈述或重大遗漏。一、董事会会议召开情况 公司第十一届董事会第十一次会议于2020年2月28日以通讯表决方式召开，会议通知于2020年2月24日以电子邮件方式送达全体董事。本次会议应参加表决董事9名，实际参加表决董事9名。会议的召集和召开符合《公司法》和《公司章程》的有关规定。二、董事会会议审议情况 1、审议通过《关于调整公司2019年限制性股票激励计划相关事项的议案》表决结果：同意9票，反对0票，弃权0票。2、审议通过《关于向激励对象授予限制性股票的议案》表决结果：同意9票，反对0票，弃权0票。根据《上市公司股权激励管理办法》及公司激励计划的相关规定，董事会认为本次激励计划规定的授予条件已经成就，同意以2020年2月28日为授予日，向符合条件的激励对象授予限制性股票。独立董事对本议案发表了同意的独立意见。具体内容详见同日刊登于《证券日报》及巨潮资讯网的相关公告。3、审议通过《关于公司向银行申请综合授信额度的议案》为满足公司生产经营和业务发展的需要，公司拟向相关银行申请综合授信额度，授信期限为一年，具体授信额度以银行最终审批为准。表决结果：同意9票，反对0票，弃权0票。4、审议通过《关于为子公司提供担保的议案》表决结果：同意9票，反对0票，弃权0票。本议案尚需提交公司股东大会审议。三、备查文件 1、公司第十一届董事会第十一次会议决议；2、独立董事关于相关事项的独立意见。特此公告。董事会 二〇二〇年二月二十九日 本公司及董事会全体成员保证信息披露的内容真实、准确、完整，没有虚假记载、误导性陈述或重大遗漏。一、董事会会议召开情况 公司第十一届董事会第十一次会议于2020年2月28日以通讯表决方式召开，会议通知于2020年2月24日以电子邮件方式送达全体董事。本次会议应参加表决董事9名，实际参加表决董事9名。会议的召集和召开符合《公司法》和《公司章程》的有关规定。二、董事会会议审议情况 1、审议通过《关于调整公司2019年限制性股票激励计划相关事项的议案》表决结果：同意9票，反对0票，弃权0票。2、审议通过《关于向激励对象授予限制性股票的议案》表决结果：同意9票，反对0票，弃权0票。根据《上市公司股权激励管理办法》及公司激励计划的相关规定，董事会认为本次激励计划规定的授予条件已经成就，同意以2020年2月28日为授予日，向符合条件的激励对象授予限制性股票。独立董事对本议案发表了同意的独立意见。具体内容详见同日刊登于《证券日报》及巨潮资讯网的相关公告。3、审议通过《关于公司向银行申请综合授信额度的议案》为满足公司生产经营和业务发展的需要，公司拟向相关银行申请综合授信额度，授信期限为一年，具体授信额度以银行最终审批为准。表决结果：同意9票，反对0票，弃权0票。4、审议通过《关于为子公司提供担保的议案》表决结果：同意9票，反对0票，弃权0票。本议案尚需提交公司股东大会审议。三、备查文件 1、公司第十一届董事会第十一次会议决议；2、独立董事关于相关事项的独立意见。特此公告。董事会 二〇二〇年二月二十九日 本公司及董事会全体成员保证信息披露的内容真实、准确、完整，没有虚假记载、误导性陈述或重大遗漏。一、董事会会议召开情况 公司第十一届董事会第十一次会议于2020年2月28日以通讯表决方式召开，会议通知于2020年2月24日以电子邮件方式送达全体董事。本次会议应参加表决董事9名，实际参加表决董事9名。会议的召集和召开符合《公司法》和《公司章程》的有关规定。二、董事会会议审议情况 1、审议通过《关于调整公司2019年限制性股票激励计划相关事项的议案》表决结果：同意9票，反对0票，弃权0票。2、审议通过《关于向激励对象授予限制性股票的议案》表决结果：同意9票，反对0票，弃权0票。根据《上市公司股权激励管理办法》及公司激励计划的相关规定，董事会认为本次激励计划规定的授予条件已经成就，同意以2020年2月28日为授予日，向符合条件的激励对象授予限制性股票。独立董事对本议案发表了同意的独立意见。具体内容详见同日刊登于《证券日报》及巨潮资讯网的相关公告。3、审议通过《关于公司向银行申请综合授信额度的议案》为满足公司生产经营和业务发展的需要，公司拟向相关银行申请综合授信额度，授信期限为一年，具体授信额度以银行最终审批为准。表决结果：同意9票，反对0票，弃权0票。4、审议通过《关于为子公司提供担保的议案》表决结果：同意9票，反对0票，弃权0票。本议案尚需提交公司股东大会审议。三、备查文件 1、公司第十一届董事会第十一次会议决议；2、独立董事关于相关事项的独立意见。特此公告。董事会 二〇二〇年二月二十九日 本公司及董事会全体成员保证信息披露的内容真实、准确、完整，没有虚假记载、误导性陈述或重大遗漏。一、董事会会议召开情况 公司第十一届董事会第十一次会议于2020年2月28日以通讯表决方式召开，会议通知于2020年2月24日以电子邮件方式送达全体董事。本次会议应参加表决董事9名，实际参加表决董事9名。会议的召集和召开符合《公司法》和《公司章程》的有关规定。二、董事会会议审议情况 1、审议通过《关于调整公司2019年限制性股票激励计划相关事项的议案》表决结果：同意9票，反对0票，弃权0票。2、审议通过《关于向激励对象授予限制性股票的议案》表决结果：同意9票，反对0票，弃权0票。根据《上市公司股权激励管理办法》及公司激励计划的相关规定，董事会认为本次激励计划规定的授予条件已经成就，同意以2020年2月28日为授予日，向符合条件的激励对象授予限制性股票。独立董事对本议案发表了同意的独立意见。具体内容详见同日刊登于《证券日报》及巨潮资讯网的相关公告。3、审议通过《关于公司向银行申请综合授信额度的议案》为满足公司生产经营和业务发展的需要，公司拟向相关银行申请综合授信额度，授信期限为一年，具体授信额度以银行最终审批为准。表决结果：同意9票，反对0票，弃权0票。4、审议通过《关于为子公司提供担保的议案》表决结果：同意9票，反对0票，弃权0票。本议案尚需提交公司股东大会审议。三、备查文件 1、公司第十一届董事会第十一次会议决议；2、独立董事关于相关事项的独立意见。特此公告。董事会 二〇二〇年二月二十九日 本公司及董事会全体成员保证信息披露的内容真实、准确、完整，没有虚假记载、误导性陈述或重大遗漏。一、董事会会议召开情况 公司第十一届董事会第十一次会议于2020年2月28日以通讯表决方式召开，会议通知于2020年2月24日以电子邮件方式送达全体董事。本次会议应参加表决董事9名，实际参加表决董事9名。会议的召集和召开符合《公司法》和《公司章程》的有关规定。二、董事会会议审议情况 1、审议通过《关于调整公司2019年限制性股票激励计划相关事项的议案》表决结果：同意9票，反对0票，弃权0票。2、审议通过《关于向激励对象授予限制性股票的议案》表决结果：同意9票，反对0票，弃权0票。根据《上市公司股权激励管理办法》及公司激励计划的相关规定，董事会认为本次激励计划规定的授予条件已经成就，同意以2020年2月28日为授予日，向符合条件的激励对象授予限制性股票。独立董事对本议案发表了同意的独立意见。具体内容详见同日刊登于《证券日报》及巨潮资讯网的相关公告。3、审议通过《关于公司向银行申请综合授信额度的议案》为满足公司生产经营和业务发展的需要，公司拟向相关银行申请综合授信额度，授信期限为一年，具体授信额度以银行最终审批为准。表决结果：同意9票，反对0票，弃权0票。4、审议通过《关于为子公司提供担保的议案》表决结果：同意9票，反对0票，弃权0票。本议案尚需提交公司股东大会审议。三、备查文件 1、公司第十一届董事会第十一次会议决议；2、独立董事关于相关事项的独立意见。特此公告。董事会 二〇二〇年二月二十九日 本公司及董事会全体成员保证信息披露的内容真实、准确、完整，没有虚假记载、误导性陈述或重大遗漏。一、董事会会议召开情况 公司第十一届董事会第十一次会议于2020年2月28日以通讯表决方式召开，会议通知于2020年2月24日以电子邮件方式送达全体董事。本次会议应参加表决董事9名，实际参加表决董事9名。会议的召集和召开符合《公司法》和《公司章程》的有关规定。二、董事会会议审议情况 1、审议通过《关于调整公司2019年限制性股票激励计划相关事项的议案》表决结果：同意9票，反对0票，弃权0票。2、审议通过《关于向激励对象授予限制性股票的议案》表决结果：同意9票，反对0票，弃权0票。根据《上市公司股权激励管理办法》及公司激励计划的相关规定，董事会认为本次激励计划规定的授予条件已经成就，同意以2020年2月28日为授予日，向符合条件的激励对象授予限制性股票。独立董事对本议案发表了同意的独立意见。具体内容详见同日刊登于《证券日报》及巨潮资讯网的相关公告。3、审议通过《关于公司向银行申请综合授信额度的议案》为满足公司生产经营和业务发展的需要，公司拟向相关银行申请综合授信额度，授信期限为一年，具体授信额度以银行最终审批为准。表决结果：同意9票，反对0票，弃权0票。4、审议通过《关于为子公司提供担保的议案》表决结果：同意9票，反对0票，弃权0票。本议案尚需提交公司股东大会审议。三、备查文件 1、公司第十一届董事会第十一次会议决议；2、独立董事关于相关事项的独立意见。特此公告。董事会 二〇二〇年二月二十九日 本公司及董事会全体成员保证信息披露的内容真实、准确、完整，没有虚假记载、误导性陈述或重大遗漏。一、董事会会议召开情况 公司第十一届董事会第十一次会议于2020年2月28日以通讯表决方式召开，会议通知于2020年2月24日以电子邮件方式送达全体董事。本次会议应参加表决董事9名，实际参加表决董事9名。会议的召集和召开符合《公司法》和《公司章程》的有关规定。二、董事会会议审议情况 1、审议通过《关于调整公司2019年限制性股票激励计划相关事项的议案》表决结果：同意9票，反对0票，弃权0票。2、审议通过《关于向激励对象授予限制性股票的议案》表决结果：同意9票，反对0票，弃权0票。根据《上市公司股权激励管理办法》及公司激励计划的相关规定，董事会认为本次激励计划规定的授予条件已经成就，同意以2020年2月28日为授予日，向符合条件的激励对象授予限制性股票。独立董事对本议案发表了同意的独立意见。具体内容详见同日刊登于《证券日报》及巨潮资讯网的相关公告。3、审议通过《关于公司向银行申请综合授信额度的议案》为满足公司生产经营和业务发展的需要，公司拟向相关银行申请综合授信额度，授信期限为一年，具体授信额度以银行最终审批为准。表决结果：同意9票，反对0票，弃权0票。4、审议通过《关于为子公司提供担保的议案》表决结果：同意9票，反对0票，弃权0票。本议案尚需提交公司股东大会审议。三、备查文件 1、公司第十一届董事会第十一次会议决议；2、独立董事关于相关事项的独立意见。特此公告。董事会 二〇二〇年二月二十九日 本公司及董事会全体成员保证信息披露的内容真实、准确、完整，没有虚假记载、误导性陈述或重大遗漏。一、董事会会议召开情况 公司第十一届董事会第十一次会议于2020年2月28日以通讯表决方式召开，会议通知于2020年2月24日以电子邮件方式送达全体董事。本次会议应参加表决董事9名，实际参加表决董事9名。会议的召集和召开符合《公司法》和《公司章程》的有关规定。二、董事会会议审议情况 1、审议通过《关于调整公司2019年限制性股票激励计划相关事项的议案》表决结果：同意9票，反对0票，弃权0票。2、审议通过《关于向激励对象授予限制性股票的议案》表决结果：同意9票，反对0票，弃权0票。根据《上市公司股权激励管理办法》及公司激励计划的相关规定，董事会认为本次激励计划规定的授予条件已经成就，同意以2020年2月28日为授予日，向符合条件的激励对象授予限制性股票。独立董事对本议案发表了同意的独立意见。具体内容详见同日刊登于《证券日报》及巨潮资讯网的相关公告。3、审议通过《关于公司向银行申请综合授信额度的议案》为满足公司生产经营和业务发展的需要，公司拟向相关银行申请综合授信额度，授信期限为一年，具体授信额度以银行最终审批为准。表决结果：同意9票，反对0票，弃权0票。4、审议通过《关于为子公司提供担保的议案》表决结果：同意9票，反对0票，弃权0票。本议案尚需提交公司股东大会审议。三、备查文件 1、公司第十一届董事会第十一次会议决议；2、独立董事关于相关事项的独立意见。特此公告。董事会 二〇二〇年二月二十九日 本公司及董事会全体成员保证信息披露的内容真实、准确、完整，没有虚假记载、误导性陈述或重大遗漏。一、董事会会议召开情况 公司第十一届董事会第十一次会议于2020年2月28日以通讯表决方式召开，会议通知于2020年2月24日以电子邮件方式送达全体董事。本次会议应参加表决董事9名，实际参加表决董事9名。会议的召集和召开符合《公司法》和《公司章程》的有关规定。二、董事会会议审议情况 1、审议通过《关于调整公司2019年限制性股票激励计划相关事项的议案》表决结果：同意9票，反对0票，弃权0票。2、审议通过《关于向激励对象授予限制性股票的议案》表决结果：同意9票，反对0票，弃权0票。根据《上市公司股权激励管理办法》及公司激励计划的相关规定，董事会认为本次激励计划规定的授予条件已经成就，同意以2020年2月28日为授予日，向符合条件的激励对象授予限制性股票。独立董事对本议案发表了同意的独立意见。具体内容详见同日刊登于《证券日报》及巨潮资讯网的相关公告。3、审议通过《关于公司向银行申请综合授信额度的议案》为满足公司生产经营和业务发展的需要，公司拟向相关银行申请综合授信额度，授信期限为一年，具体授信额度以银行最终审批为准。表决结果：同意9票，反对0票，弃权0票。4、审议通过《关于为子公司提供担保的议案》表决结果：同意9票，反对0票，弃权0票。本议案尚需提交公司股东大会审议。三、备查文件 1、公司第十一届董事会第十一次会议决议；2、独立董事关于相关事项的独立意见。特此公告。董事会 二〇二〇年二月二十九日 本公司及董事会全体成员保证信息披露的内容真实、准确、完整，没有虚假记载、误导性陈述或重大遗漏。一、董事会会议召开情况 公司第十一届董事会第十一次会议于2020年2月28日以通讯表决方式召开，会议通知于2020年2月24日以电子邮件方式送达全体董事。本次会议应参加表决董事9名，实际参加表决董事9名。会议的召集和召开符合《公司法》和《公司章程》的有关规定。二、董事会会议审议情况 1、审议通过《关于调整公司2019年限制性股票激励计划相关事项的议案》表决结果：同意9票，反对0票，弃权0票。2、审议通过《关于向激励对象授予限制性股票的议案》表决结果：同意9票，反对0票，弃权0票。根据《上市公司股权激励管理办法》及公司激励计划的相关规定，董事会认为本次激励计划规定的授予条件已经成就，同意以2020年2月28日为授予日，向符合条件的激励对象授予限制性股票。独立董事对本议案发表了同意的独立意见。具体内容详见同日刊登于《证券日报》及巨潮资讯网的相关公告。3、审议通过《关于公司向银行申请综合授信额度的议案》为满足公司生产经营和业务发展的需要，公司拟向相关银行申请综合授信额度，授信期限为一年，具体授信额度以银行最终审批为准。表决结果：同意9票，反对0票，弃权0票。4、审议通过《关于为子公司提供担保的议案》表决结果：同意9票，反对0票，弃权0票。本议案尚需提交公司股东大会审议。三、备查文件 1、公司第十一届董事会第十一次会议决议；2、独立董事关于相关事项的独立意见。特此公告。董事会 二〇二〇年二月二十九日 本公司及董事会全体成员保证信息披露的内容真实、准确、完整，没有虚假记载、误导性陈述或重大遗漏。一、董事会会议召开情况 公司第十一届董事会第十一次会议于2020年2月28日以通讯表决方式召开，会议通知于2020年2月24日以电子邮件方式送达全体董事。本次会议应参加表决董事9名，实际参加表决董事9名。会议的召集和召开符合《公司法》和《公司章程》的有关规定。二、董事会会议审议情况 1、审议通过《关于调整公司2019年限制性股票激励计划相关事项的议案》表决结果：同意9票，反对0票，弃权0票。2、审议通过《关于向激励对象授予限制性股票的议案》表决结果：同意9票，反对0票，弃权0票。根据《上市公司股权激励管理办法》及公司激励计划的相关规定，董事会认为本次激励计划规定的授予条件已经成就，同意以2020年2月28日为授予日，向符合条件的激励对象授予限制性股票。独立董事对本议案发表了同意的独立意见。具体内容详见同日刊登于《证券日报》及巨潮资讯网的相关公告。3、审议通过《关于公司向银行申请综合授信额度的议案》为满足公司生产经营和业务发展的需要，公司拟向相关银行申请综合授信额度，授信期限为一年，具体授信额度以银行最终审批为准。表决结果：同意9票，反对0票，弃权0票。4、审议通过《关于为子公司提供担保的议案》表决结果：同意9票，反对0票，弃权0票。本议案尚需提交公司股东大会审议。三、备查文件 1、公司第十一届董事会第十一次会议决议；2、独立董事关于相关事项的独立意见。特此公告。董事会 二〇二〇年二月二十九日 本公司及董事会全体成员保证信息披露的内容真实、准确、完整，没有虚假记载、误导性陈述或重大遗漏。一、董事会会议召开情况 公司第十一届董事会第十一次会议于2020年2月28日以通讯表决方式召开，会议通知于2020年2月24日以电子邮件方式送达全体董事。本次会议应参加表决董事9名，实际参加表决董事9名。会议的召集和召开符合《公司法》和《公司章程》的有关规定。二、董事会会议审议情况 1、审议通过《关于调整公司2019年限制性股票激励计划相关事项的议案》表决结果：同意9票，反对0票，弃权0票。2、审议通过《关于向激励对象授予限制性股票的议案》表决结果：同意9票，反对0票，弃权0票。根据《上市公司股权激励管理办法》及公司激励计划的相关规定，董事会认为本次激励计划规定的授予条件已经成就，同意以2020年2月28日为授予日，向符合条件的激励对象授予限制性股票。独立董事对本议案发表了同意的独立意见。具体内容详见同日刊登于《证券日报》及巨潮资讯网的相关公告。3、审议通过《关于公司向银行申请综合授信额度的议案》为满足公司生产经营和业务发展的需要，公司拟向相关银行申请综合授信额度，授信期限为一年，具体授信额度以银行最终审批为准。表决结果：同意9票，反对0票，弃权0票。4、审议通过《关于为子公司提供担保的议案》表决结果：同意9票，反对0票，弃权0票。本议案尚需提交公司股东大会审议。三、备查文件 1、公司第十一届董事会第十一次会议决议；2、独立董事关于相关事项的独立意见。特此公告。董事会 二〇二〇年二月二十九日 本公司及董事会全体成员保证信息披露的内容真实、准确、完整，没有虚假记载、误导性陈述或重大遗漏。一、董事会会议召开情况 公司第十一届董事会第十一次会议于2020年2月28日以通讯表决方式召开，会议通知于2020年2月24日以电子邮件方式送达全体董事。本次会议应参加表决董事9名，实际参加表决董事9名。会议的召集和召开符合《公司法》和《公司章程》的有关规定。二、董事会会议审议情况 1、审议通过《关于调整公司2019年限制性股票激励计划相关事项的议案》表决结果：同意9票，反对0票，弃权0票。2、审议通过《关于向激励对象授予限制性股票的议案》表决结果：同意9票，反对0票，弃权0票。根据《上市公司股权激励管理办法》及公司激励计划的相关规定，董事会认为本次激励计划规定的授予条件已经成就，同意以2020年2月28日为授予日，向符合条件的激励对象授予限制性股票。独立董事对本议案发表了同意的独立意见。具体内容详见同日刊登于《证券日报》及巨潮资讯网的相关公告。3、审议通过《关于公司向银行申请综合授信额度的议案》为满足公司生产经营和业务发展的需要，公司拟向相关银行申请综合授信额度，授信期限为一年，具体授信额度以银行最终审批为准。表决结果：同意9票，反对0票，弃权0票。4、审议通过《关于为子公司提供担保的议案》表决结果：同意9票，反对0票，弃权0票。本议案尚需提交公司股东大会审议。三、备查文件 1、公司第十一届董事会第十一次会议决议；2、独立董事关于相关事项的独立意见。特此公告。董事会 二〇二〇年二月二十九日 本公司及董事会全体成员保证信息披露的内容真实、准确、完整，没有虚假记载、误导性陈述或重大遗漏。一、董事会会议召开情况 公司第十一届董事会第十一次会议于2020年2月28日以通讯表决方式召开，会议通知于2020年2月24日以电子邮件方式送达全体董事。本次会议应参加表决董事9名，实际参加表决董事9名。会议的召集和召开符合《公司法》和《公司章程》的有关规定。二、董事会会议审议情况 1、审议通过《关于调整公司2019年限制性股票激励计划相关事项的议案》表决结果：同意9票，反对0票，弃权0票。2、审议通过《关于向激励对象授予限制性股票的议案》表决结果：同意9票，反对0票，弃权0票。根据《上市公司股权激励管理办法》及公司激励计划的相关规定，董事会认为本次激励计划规定的授予条件已经成就，同意以2020年2月28日为授予日，向符合条件的激励对象授予限制性股票。独立董事对本议案发表了同意的独立意见。具体内容详见同日刊登于《证券日报》及巨潮资讯网的相关公告。3、审议通过《关于公司向银行申请综合授信额度的议案》为满足公司生产经营和业务发展的需要，公司拟向相关银行申请综合授信额度，授信期限为一年，具体授信额度以银行最终审批为准。表决结果：同意9票，反对0票，弃权0票。4、审议通过《关于为子公司提供担保的议案》表决结果：同意9票，反对0票，弃权0票。本议案尚需提交公司股东大会审议。三、备查文件 1、公司第十一届董事会第十一次会议决议；2、独立董事关于相关事项的独立意见。特此公告。董事会 二〇二〇年二月二十九日 本公司及董事会全体成员保证信息披露的内容真实、准确、完整，没有虚假记载、误导性陈述或重大遗漏。一、董事会会议召开情况 公司第十一届董事会第十一次会议于2020年2月28日以通讯表决方式召开，会议通知于2020年2月24日以电子邮件方式送达全体董事。本次会议应参加表决董事9名，实际参加表决董事9名。会议的召集和召开符合《公司法》和《公司章程》的有关规定。二、董事会会议审议情况 1、审议通过《关于调整公司2019年限制性股票激励计划相关事项的议案》表决结果：同意9票，反对0票，弃权0票。2、审议通过《关于向激励对象授予限制性股票的议案》表决结果：同意9票，反对0票，弃权0票。根据《上市公司股权激励管理办法》及公司激励计划的相关规定，董事会认为本次激励计划规定的授予条件已经成就，同意以2020年2月28日为授予日，向符合条件的激励对象授予限制性股票。独立董事对本议案发表了同意的独立意见。具体内容详见同日刊登于《证券日报》及巨潮资讯网的相关公告。3、审议通过《关于公司向银行申请综合授信额度的议案》为满足公司生产经营和业务发展的需要，公司拟向相关银行申请综合授信额度，授信期限为一年，具体授信额度以银行最终审批为准。表决结果：同意9票，反对0票，弃权0票。4、审议通过《关于为子公司提供担保的议案》表决结果：同意9票，反对0票，弃权0票。本议案尚需提交公司股东大会审议。三、备查文件 1、公司第十一届董事会第十一次会议决议；2、独立董事关于相关事项的独立意见。特此公告。董事会 二〇二〇年二月二十九日 本公司及董事会全体成员保证信息披露的内容真实、准确、完整，没有虚假记载、误导性陈述或重大遗漏。一、董事会会议召开情况 公司第十一届董事会第十一次会议于2020年2月28日以通讯表决方式召开，会议通知于2020年2月24日以电子邮件方式送达全体董事。本次会议应参加表决董事9名，实际参加表决董事9名。会议的召集和召开符合《公司法》和《公司章程》的有关规定。二、董事会会议审议情况 1、审议通过《关于调整公司2019年限制性股票激励计划相关事项的议案》表决结果：同意9票，反对0票，弃权0票。2、审议通过《关于向激励对象授予限制性股票的议案》表决结果：同意9票，反对0票，弃权0票。根据《上市公司股权激励管理办法》及公司激励计划的相关规定，董事会认为本次激励计划规定的授予条件已经成就，同意以2020年2月28日为授予日，向符合条件的激励对象授予限制性股票。独立董事对本议案发表了同意的独立意见。具体内容详见同日刊登于《证券日报》及巨潮资讯网的相关公告。3、审议通过《关于公司向银行申请综合授信额度的议案》为满足公司生产经营和业务发展的需要，公司拟向相关银行申请综合授信额度，授信期限为一年，具体授信额度以银行最终审批为准。表决结果：同意9票，反对0票，弃权0票。4、审议通过《关于为子公司提供担保的议案》表决结果：同意9票，反对0票，弃权0票。本议案尚需提交公司股东大会审议。三、备查文件 1、公司第十一届董事会第十一次会议决议；2、独立董事关于相关事项的独立意见。特此公告。董事会 二〇二〇年二月二十九日 本公司及董事会全体成员保证信息披露的内容真实、准确、完整，没有虚假记载、误导性陈述或重大遗漏。一、董事会会议召开情况 公司第十一届董事会第十一次会议于2020年2月28日以通讯表决方式召开，会议通知于2020年2月24日以电子邮件方式送达全体董事。本次会议应参加表决董事9名，实际参加表决董事9名。会议的召集和召开符合《公司法》和《公司章程》的有关规定。二、董事会会议审议情况 1、审议通过《关于调整公司2019年限制性股票激励计划相关事项的议案》表决结果：同意9票，反对0票，弃权0票。2、审议通过《关于向激励对象授予限制性股票的议案》表决结果：同意9票，反对0票，弃权0票。根据《上市公司股权激励管理办法》及公司激励计划的相关规定，董事会认为本次激励计划规定的授予条件已经成就，同意以2020年2月28日为授予日，向符合条件的激励对象授予限制性股票。独立董事对本议案发表了同意的独立意见。具体内容详见同日刊登于《证券日报》及巨潮资讯网的相关公告。3、审议通过《关于公司向银行申请综合授信额度的议案》为满足公司生产经营和业务发展的需要，公司拟向相关银行申请综合授信额度，授信期限为一年，具体授信额度以银行最终审批为准。表决结果：同意9票，反对0票，弃权0票。4、审议通过《关于为子公司提供担保的议案》表决结果：同意9票，反对0票，弃权0票。本议案尚需提交公司股东大会审议。三、备查文件 1、公司第十一届董事会第十一次会议决议；2、 <box>128 44 241 1374</box>
data-table <box>23 1099 101 1156</box>
notice-title: 第十一届董事会第十一次会议决议公告 <box>26 57 106 63</box>
section-subtitle: DISCLOSURE <box>292 17 376 30</box>
data-table <box>10 367 122 502</box>
table-cell <box>43 1150 62 1156</box>
table-cell <box>291 483 313 489</box>
column-4 <box>364 44 474 1342</box>
table-cell <box>11 496 33 502</box>
data-table <box>259 1058 337 1109</box>
table-cell <box>260 1104 279 1110</box>
data-table <box>364 409 474 432</box>
body-text: 本公司及董事会全体成员保证信息披露的内容真实、准确、完整，没有虚假记载、误导性陈述或重大遗漏。一、董事会会议召开情况 公司第十一届董事会第十一次会议于2020年2月28日以通讯表决方式召开，会议通知于2020年2月24日以电子邮件方式送达全体董事。本次会议应参加表决董事9名，实际参加表决董事9名。会议的召集和召开符合《公司法》和《公司章程》的有关规定。二、董事会会议审议情况 1、审议通过《关于调整公司2019年限制性股票激励计划相关事项的议案》表决结果：同意9票，反对0票，弃权0票。2、审议通过《关于向激励对象授予限制性股票的议案》表决结果：同意9票，反对0票，弃权0票。根据《上市公司股权激励管理办法》及公司激励计划的相关规定，董事会认为本次激励计划规定的授予条件已经成就，同意以2020年2月28日为授予日，向符合条件的激励对象授予限制性股票。独立董事对本议案发表了同意的独立意见。具体内容详见同日刊登于《证券日报》及巨潮资讯网的相关公告。3、审议通过《关于公司向银行申请综合授信额度的议案》为满足公司生产经营和业务发展的需要，公司拟向相关银行申请综合授信额度，授信期限为一年，具体授信额度以银行最终审批为准。表决结果：同意9票，反对0票，弃权0票。4、审议通过《关于为子公司提供担保的议案》表决结果：同意9票，反对0票，弃权0票。本议案尚需提交公司股东大会审议。三、备查文件 1、公司第十一届董事会第十一次会议决议；2、独立董事关于相关事项的独立意见。特此公告。董事会 二〇二〇年二月二十九日 本公司及董事会全体成员保证信息披露的内容真实、准确、完整，没有虚假记载、误导性陈述或重大遗漏。一、董事会会议召开情况 公司第十一届董事会第十一次会议于2020年2月28日以通讯表决方式召开，会议通知于2020年2月24日以电子邮件方式送达全体董事。本次会议应参加表决董事9名，实际参加表决董事9名。会议的召集和召开符合《公司法》和《公司章程》的有关规定。二、董事会会议审议情况 1、审议通过《关于调整公司2019年限制性股票激励计划相关事项的议案》表决结果：同意9票，反对0票，弃权0票。2、审议通过《关于向激励对象授予限制性股票的议案》表决结果：同意9票，反对0票，弃权0票。根据《上市公司股权激励管理办法》及公司激励计划的相关规定，董事会认为本次激励计划规定的授予条件已经成就，同意以2020年2月28日为授予日，向符合条件的激励对象授予限制性股票。独立董事对本议案发表了同意的独立意见。具体内容详见同日刊登于《证券日报》及巨潮资讯网的相关公告。3、审议通过《关于公司向银行申请综合授信额度的议案》为满足公司生产经营和业务发展的需要，公司拟向相关银行申请综合授信额度，授信期限为一年，具体授信额度以银行最终审批为准。表决结果：同意9票，反对0票，弃权0票。4、审议通过《关于为子公司提供担保的议案》表决结果：同意9票，反对0票，弃权0票。本议案尚需提交公司股东大会审议。三、备查文件 1、公司第十一届董事会第十一次会议决议；2、独立董事关于相关事项的独立意见。特此公告。董事会 二〇二〇年二月二十九日 本公司及董事会全体成员保证信息披露的内容真实、准确、完整，没有虚假记载、误导性陈述或重大遗漏。一、董事会会议召开情况 公司第十一届董事会第十一次会议于2020年2月28日以通讯表决方式召开，会议通知于2020年2月24日以电子邮件方式送达全体董事。本次会议应参加表决董事9名，实际参加表决董事9名。会议的召集和召开符合《公司法》和《公司章程》的有关规定。二、董事会会议审议情况 1、审议通过《关于调整公司2019年限制性股票激励计划相关事项的议案》表决结果：同意9票，反对0票，弃权0票。2、审议通过《关于向激励对象授予限制性股票的议案》表决结果：同意9票，反对0票，弃权0票。根据《上市公司股权激励管理办法》及公司激励计划的相关规定，董事会认为本次激励计划规定的授予条件已经成就，同意以2020年2月28日为授予日，向符合条件的激励对象授予限制性股票。独立董事对本议案发表了同意的独立意见。具体内容详见同日刊登于《证券日报》及巨潮资讯网的相关公告。3、审议通过《关于公司向银行申请综合授信额度的议案》为满足公司生产经营和业务发展的需要，公司拟向相关银行申请综合授信额度，授信期限为一年，具体授信额度以银行最终审批为准。表决结果：同意9票，反对0票，弃权0票。4、审议通过《关于为子公司提供担保的议案》表决结果：同意9票，反对0票，弃权0票。本议案尚需提交公司股东大会审议。三、备查文件 1、公司第十一届董事会第十一次会议决议；2、独立董事关于相关事项的独立意见。特此公告。董事会 二〇二〇年二月二十九日 本公司及董事会全体成员保证信息披露的内容真实、准确、完整，没有虚假记载、误导性陈述或重大遗漏。一、董事会会议召开情况 公司第十一届董事会第十一次会议于2020年2月28日以通讯表决方式召开，会议通知于2020年2月24日以电子邮件方式送达全体董事。本次会议应参加表决董事9名，实际参加表决董事9名。会议的召集和召开符合《公司法》和《公司章程》的有关规定。二、董事会会议审议情况 1、审议通过《关于调整公司2019年限制性股票激励计划相关事项的议案》表决结果：同意9票，反对0票，弃权0票。2、审议通过《关于向激励对象授予限制性股票的议案》表决结果：同意9票，反对0票，弃权0票。根据《上市公司股权激励管理办法》及公司激励计划的相关规定，董事会认为本次激励计划规定的授予条件已经成就，同意以2020年2月28日为授予日，向符合条件的激励对象授予限制性股票。独立董事对本议案发表了同意的独立意见。具体内容详见同日刊登于《证券日报》及巨潮资讯网的相关公告。3、审议通过《关于公司向银行申请综合授信额度的议案》为满足公司生产经营和业务发展的需要，公司拟向相关银行申请综合授信额度，授信期限为一年，具体授信额度以银行最终审批为准。表决结果：同意9票，反对0票，弃权0票。4、审议通过《关于为子公司提供担保的议案》表决结果：同意9票，反对0票，弃权0票。本议案尚需提交公司股东大会审议。三、备查文件 1、公司第十一届董事会第十一次会议决议；2、独立董事关于相关事项的独立意见。特此公告。董事会 二〇二〇年二月二十九日 本公司及董事会全体成员保证信息披露的内容真实、准确、完整，没有虚假记载、误导性陈述或重大遗漏。一、董事会会议召开情况 公司第十一届董事会第十一次会议于2020年2月28日以通讯表决方式召开，会议通知于2020年2月24日以电子邮件方式送达全体董事。本次会议应参加表决董事9名，实际参加表决董事9名。会议的召集和召开符合《公司法》和《公司章程》的有关规定。二、董事会会议审议情况 1、审议通过《关于调整公司2019年限制性股票激励计划相关事项的议案》表决结果：同意9票，反对0票，弃权0票。2、审议通过《关于向激励对象授予限制性股票的议案》表决结果：同意9票，反对0票，弃权0票。根据《上市公司股权激励管理办法》及公司激励计划的相关规定，董事会认为本次激励计划规定的授予条件已经成就，同意以2020年2月28日为授予日，向符合条件的激励对象授予限制性股票。独立董事对本议案发表了同意的独立意见。具体内容详见同日刊登于《证券日报》及巨潮资讯网的相关公告。3、审议通过《关于公司向银行申请综合授信额度的议案》为满足公司生产经营和业务发展的需要，公司拟向相关银行申请综合授信额度，授信期限为一年，具体授信额度以银行最终审批为准。表决结果：同意9票，反对0票，弃权0票。4、审议通过《关于为子公司提供担保的议案》表决结果：同意9票，反对0票，弃权0票。本议案尚需提交公司股东大会审议。三、备查文件 1、公司第十一届董事会第十一次会议决议；2、独立董事关于相关事项的独立意见。特此公告。董事会 二〇二〇年二月二十九日 本公司及董事会全体成员保证信息披露的内容真实、准确、完整，没有虚假记载、误导性陈述或重大遗漏。一、董事会会议召开情况 公司第十一届董事会第十一次会议于2020年2月28日以通讯表决方式召开，会议通知于2020年2月24日以电子邮件方式送达全体董事。本次会议应参加表决董事9名，实际参加表决董事9名。会议的召集和召开符合《公司法》和《公司章程》的有关规定。二、董事会会议审议情况 1、审议通过《关于调整公司2019年限制性股票激励计划相关事项的议案》表决结果：同意9票，反对0票，弃权0票。2、审议通过《关于向激励对象授予限制性股票的议案》表决结果：同意9票，反对0票，弃权0票。根据《上市公司股权激励管理办法》及公司激励计划的相关规定，董事会认为本次激励计划规定的授予条件已经成就，同意以2020年2月28日为授予日，向符合条件的激励对象授予限制性股票。独立董事对本议案发表了同意的独立意见。具体内容详见同日刊登于《证券日报》及巨潮资讯网的相关公告。3、审议通过《关于公司向银行申请综合授信额度的议案》为满足公司生产经营和业务发展的需要，公司拟向相关银行申请综合授信额度，授信期限为一年，具体授信额度以银行最终审批为准。表决结果：同意9票，反对0票，弃权0票。4、审议通过《关于为子公司提供担保的议案》表决结果：同意9票，反对0票，弃权0票。本议案尚需提交公司股东大会审议。三、备查文件 1、公司第十一届董事会第十一次会议决议；2、独立董事关于相关事项的独立意见。特此公告。董事会 二〇二〇年二月二十九日 本公司及董事会全体成员保证信息披露的内容真实、准确、完整，没有虚假记载、误导性陈述或重大遗漏。一、董事会会议召开情况 公司第十一届董事会第十一次会议于2020年2月28日以通讯表决方式召开，会议通知于2020年2月24日以电子邮件方式送达全体董事。本次会议应参加表决董事9名，实际参加表决董事9名。会议的召集和召开符合《公司法》和《公司章程》的有关规定。二、董事会会议审议情况 1、审议通过《关于调整公司2019年限制性股票激励计划相关事项的议案》表决结果：同意9票，反对0票，弃权0票。2、审议通过《关于向激励对象授予限制性股票的议案》表决结果：同意9票，反对0 <box>10 67 122 365</box>
table-cell <box>33 496 55 502</box>
table-cell <box>99 496 121 502</box>
table-cell <box>82 1150 101 1156</box>
section-title: 信息披露 <box>214 13 295 35</box>
notice-code: 证券代码：00**** 证券简称：***** 公告编号：2020-0** <box>246 111 314 115</box>
column-2 <box>128 44 241 1374</box>
body-text: 本公司及董事会全体成员保证信息披露的内容真实、准确、完整，没有虚假记载、误导性陈述或重大遗漏。一、董事会会议召开情况 公司第十一届董事会第十一次会议于2020年2月28日以通讯表决方式召开，会议通知于2020年2月24日以电子邮件方式送达全体董事。本次会议应参加表决董事9名，实际参加表决董事9名。会议的召集和召开符合《公司法》和《公司章程》的有关规定。二、董事会会议审议情况 1、审议通过《关于调整公司2019年限制性股票激励计划相关事项的议案》表决结果：同意9票，反对0票，弃权0票。2、审议通过《关于向激励对象授予限制性股票的议案》表决结果：同意9票，反对0票，弃权0票。根据《上市公司股权激励管理办法》及公司激励计划的相关规定，董事会认为本次激励计划规定的授予条件已经成就，同意以2020年2月28日为授予日，向符合条件的激励对象授予限制性股票。独立董事对本议案发表了同意的独立意见。具体内容详见同日刊登于《证券日报》及巨潮资讯网的相关公告。3、审议通过《关于公司向银行申请综合授信额度的议案》为满足公司生产经营和业务发展的需要，公司拟向相关银行申请综合授信额度，授信期限为一年，具体授信额度以银行最终审批为准。表决结果：同意9票，反对0票，弃权0票。4、审议通过《关于为子公司提供担保的议案》表决结果：同意9票，反对0票，弃权0票。本议案尚需提交公司股东大会审议。三、备查文件 1、公司第十一届董事会第十一次会议决议；2、独立董事关于相关事项的独立意见。特此公告。董事会 二〇二〇年二月二十九日 本公司及董事会全体成员保证信息披露的内容真实、准确、完整，没有虚假记载、误导性陈述或重大遗漏。一、董事会会议召开情况 公司第十一届董事会第十一次会议于2020年2月28日以通讯表决方式召开，会议通知于2020年2月24日以电子邮件方式送达全体董事。本次会议应参加表决董事9名，实际参加表决董事9名。会议的召集和召开符合《公司法》和《公司章程》的有关规定。二、董事会会议审议情况 1、审议通过《关于调整公司2019年限制性股票激励计划相关事项的议案》表决结果：同意9票，反对0票，弃权0票。2、审议通过《关于向激励对象授予限制性股票的议案》表决结果：同意9票，反对0票，弃权0票。根据《上市公司股权激励管理办法》及公司激励计划的相关规定，董事会认为本次激励计划规定的授予条件已经成就，同意以2020年2月28日为授予日，向符合条件的激励对象授予限制性股票。独立董事对本议案发表了同意的独立意见。具体内容详见同日刊登于《证券日报》及巨潮资讯网的相关公告。3、审议通过《关于公司向银行申请综合授信额度的议案》为满足公司生产经营和业务发展的需要，公司拟向相关银行申请综合授信额度，授信期限为一年，具体授信额度以银行最终审批为准。表决结果：同意9票，反对0票，弃权0票。4、审议通过《关于为子公司提供担保的议案》表决结果：同意9票，反对0票，弃权0票。本议案尚需提交公司股东大会审议。三、备查文件 1、公司第十一届董事会第十一次会议决议；2、独立董事关于相关事项的独立意见。特此公告。董事会 二〇二〇年二月二十九日 本公司及董事会全体成员保证信息披露的内容真实、准确、完整，没有虚假记载、误导性陈述或重大遗漏。一、董事会会议召开情况 公司第十一届董事会第十一次会议于2020年2月28日以通讯表决方式召开，会议通知于2020年2月24日以电子邮件方式送达全体董事。本次会议应参加表决董事9名，实际参加表决董事9名。会议的召集和召开符合《公司法》和《公司章程》的有关规定。二、董事会会议审议情况 1、审议通过《关于调整公司2019年限制性股票激励计划相关事项的议案》表决结果：同意9票，反对0票，弃权0票。2、审议通过《关于向激励对象授予限制性股票的议案》表决结果：同意9票，反对0票，弃权0票。根据《上市公司股权激励管理办法》及公司激励计划的相关规定，董事会认为本次激励计划规定的授予条件已经成就，同意以2020年2月28日为授予日，向符合条件的激励对象授予限制性 <box>246 1112 358 1234</box>
